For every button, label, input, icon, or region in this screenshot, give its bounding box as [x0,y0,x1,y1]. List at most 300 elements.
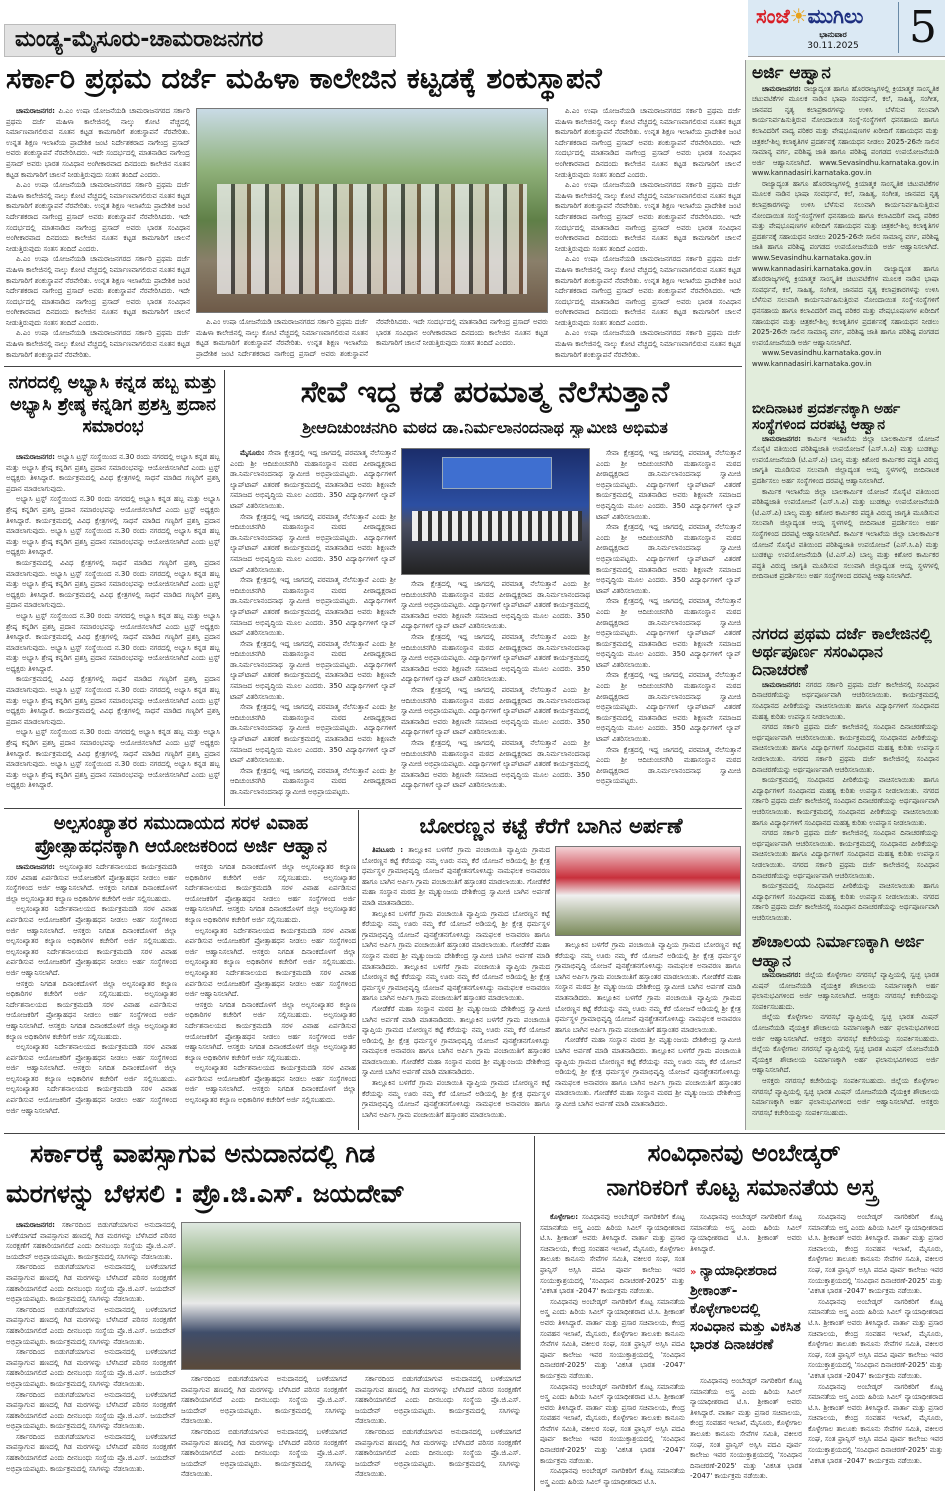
paragraph [808,1212,943,1297]
paragraph [752,179,939,349]
continued-text: ಸರ್ಕಾರದಿಂದ ಬಿಡುಗಡೆಯಾಗುವ ಅನುದಾನದಲ್ಲಿ ಬಳಕೆಯಾಗದೆ ವಾಪಸ್ಸಾಗುವ ಹಣದಲ್ಲಿ ಗಿಡ ಮರಗಳನ್ನು ಬೆಳೆಸಿದರೆ ಪರಿಸರ ಸಂರಕ್ಷಣೆಗೆ ಸಹಕಾರಿಯಾಗಲಿದೆ ಎಂದು ದೀನಬಂಧು ಸಂಸ್ಥೆಯ ಪ್ರೊ.ಜಿ.ಎಸ್. [355,1375,521,1405]
paragraph [6,674,220,727]
continued-text: ಅಲ್ಪಸಂಖ್ಯಾತರ ನಿರ್ದೇಶನಾಲಯದ ಕಾರ್ಯಕ್ರಮದಡಿ ಸರಳ ವಿವಾಹ ಏರ್ಪಡಿಸುವ ಆಯೋಜಕರಿಗೆ ಪ್ರೋತ್ಸಾಹಧನ ನೀಡಲು ಅರ್ಹ ಸಂಸ್ಥೆಗಳಿಂದ ಅರ್ಜಿ ಆಹ್ವಾನಿಸಲಾಗಿದೆ. [6,947,177,977]
continued-text: ಸೇವಾ ಕ್ಷೇತ್ರದಲ್ಲಿ ಇದ್ದ ಜಾಗದಲ್ಲಿ ಪರಮಾತ್ಮ ನೆಲೆಸುತ್ತಾನೆ ಎಂದು ಶ್ರೀ ಆದಿಚುಂಚನಗಿರಿ ಮಹಾಸಂಸ್ಥಾನ ಮಠದ ಪೀಠಾಧ್ಯಕ್ಷರಾದ ಡಾ.ನಿರ್ಮಲಾನಂದನಾಥ ಸ್ವಾಮೀಜಿ ಅಭಿಪ್ರಾಯಪಟ್ಟರು. [596,449,741,489]
continued-text: ಜಯದೇವ್ ಅಭಿಪ್ರಾಯಪಟ್ಟರು. [6,1326,176,1346]
continued-text: ಕಾರ್ಯಕ್ರಮದಲ್ಲಿ ಸಸಿಗಳನ್ನು ನೆಡಲಾಯಿತು. [50,1295,145,1304]
paragraph [6,494,220,558]
paragraph-text: ಜಿಲ್ಲೆಯ ಕೊಳ್ಳೇಗಾಲ ನಗರಸಭೆ ವ್ಯಾಪ್ತಿಯಲ್ಲಿ ಸ್ವಚ್ಛ ಭಾರತ ಮಿಷನ್ ಯೋಜನೆಯಡಿ ವೈಯಕ್ತಿಕ ಶೌಚಾಲಯ ನಿರ್ಮಾಣಕ್ಕಾಗಿ ಅರ್ಹ ಫಲಾನುಭವಿಗಳಿಂದ ಅರ್ಜಿ ಆಹ್ವಾನಿಸಲಾಗಿದೆ. ಆಸಕ್ತರು ನಗರಸಭೆ ಕಚೇರಿಯನ್ನು ಸಂಪರ್ಕಿಸಬಹುದು. [752,971,940,1011]
continued-text: ಕಾರ್ಯಕ್ರಮದಲ್ಲಿ ವಿವಿಧ ಕ್ಷೇತ್ರಗಳಲ್ಲಿ ಸಾಧನೆ ಮಾಡಿದ ಗಣ್ಯರಿಗೆ ಪ್ರಶಸ್ತಿ ಪ್ರದಾನ ಮಾಡಲಾಗುವುದು. [6,675,220,695]
continued-text: ಸಂವಿಧಾನವು ಅಂಬೇಡ್ಕರ್ ನಾಗರಿಕರಿಗೆ ಕೊಟ್ಟ ಸಮಾನತೆಯ ಅಸ್ತ್ರ ಎಂದು ಹಿರಿಯ ಸಿವಿಲ್ ನ್ಯಾಯಾಧೀಶರಾದ ಟಿ.ಸಿ. [808,1213,943,1243]
article-body [6,106,190,362]
continued-text: ಉನ್ನತ ಶಿಕ್ಷಣ ಇಲಾಖೆಯ ಪ್ರಾದೇಶಿಕ ಜಂಟಿ ನಿರ್ದೇಶಕರಾದ ನಾಗೇಂದ್ರ ಪ್ರಸಾದ್ ಅವರು ಶಂಕುಸ್ಥಾಪನೆ ನೆರವೇರಿಸಿದರು. [555,202,741,221]
dateline: ಚಾಮರಾಜನಗರ: [16,107,59,115]
continued-text: ವಿದ್ಯಾರ್ಥಿಗಳಿಗೆ ಲ್ಯಾಪ್‌ಟಾಪ್ ವಿತರಣೆ ಕಾರ್ಯಕ್ರಮದಲ್ಲಿ ಮಾತನಾಡಿದ ಅವರು ಶಿಕ್ಷಣವೇ ಸಮಾಜದ ಅಭಿವೃದ್ಧಿಯ ಮೂಲ ಎಂದರು. [401,601,590,620]
paragraph [6,1390,176,1432]
paragraph [362,1004,550,1078]
continued-text: ಕಾರ್ಯಕ್ರಮದಲ್ಲಿ ಸಸಿಗಳನ್ನು ನೆಡಲಾಯಿತು. [181,1406,347,1426]
article-body [6,1220,176,1488]
paragraph [6,979,177,1043]
continued-text: ಉನ್ನತ ಶಿಕ್ಷಣ ಇಲಾಖೆಯ ಪ್ರಾದೇಶಿಕ ಜಂಟಿ ನಿರ್ದೇಶಕರಾದ ನಾಗೇಂದ್ರ ಪ್ರಸಾದ್ ಅವರು ಶಂಕುಸ್ಥಾಪನೆ ನೆರವೇರಿಸಿದರು. [555,128,741,147]
pull-quote-text: ನ್ಯಾಯಾಧೀಶರಾದ ಶ್ರೀಕಾಂತ್-ಕೊಳ್ಳೇಗಾಲದಲ್ಲಿ ಸಂವಿಧಾನ ಮತ್ತು ವಿಕಸಿತ ಭಾರತ ದಿನಾಚರಣೆ [690,1263,801,1353]
article-body-continued [555,106,741,362]
continued-text: ಜಿಲ್ಲೆಯ ಕೊಳ್ಳೇಗಾಲ ನಗರಸಭೆ ವ್ಯಾಪ್ತಿಯಲ್ಲಿ ಸ್ವಚ್ಛ ಭಾರತ ಮಿಷನ್ ಯೋಜನೆಯಡಿ ವೈಯಕ್ತಿಕ ಶೌಚಾಲಯ ನಿರ್ಮಾಣಕ್ಕಾಗಿ ಅರ್ಹ ಫಲಾನುಭವಿಗಳಿಂದ ಅರ್ಜಿ ಆಹ್ವಾನಿಸಲಾಗಿದೆ. [752,1045,939,1075]
continued-text: ಅಭ್ಯಾಸಿ ಟ್ರಸ್ಟ್ ಸಂಸ್ಥೆಯಿಂದ ನ.30 ರಂದು ನಗರದಲ್ಲಿ ಅಭ್ಯಾಸಿ ಕನ್ನಡ ಹಬ್ಬ ಮತ್ತು ಅಭ್ಯಾಸಿ ಶ್ರೇಷ್ಠ ಕನ್ನಡಿಗ ಪ್ರಶಸ್ತಿ ಪ್ರದಾನ ಸಮಾರಂಭವನ್ನು ಆಯೋಜಿಸಲಾಗಿದೆ ಎಂದು ಟ್ರಸ್ಟ್ ಅಧ್ಯಕ್ಷರು ತಿಳಿಸಿದ್ದಾರೆ. [6,686,220,716]
continued-text: ಜಿಲ್ಲೆಯ ಕೊಳ್ಳೇಗಾಲ ನಗರಸಭೆ ವ್ಯಾಪ್ತಿಯಲ್ಲಿ ಸ್ವಚ್ಛ ಭಾರತ ಮಿಷನ್ ಯೋಜನೆಯಡಿ ವೈಯಕ್ತಿಕ ಶೌಚಾಲಯ ನಿರ್ಮಾಣಕ್ಕಾಗಿ ಅರ್ಹ ಫಲಾನುಭವಿಗಳಿಂದ ಅರ್ಜಿ ಆಹ್ವಾನಿಸಲಾಗಿದೆ. [752,1077,939,1107]
paragraph-text: ಸರ್ಕಾರದಿಂದ ಬಿಡುಗಡೆಯಾಗುವ ಅನುದಾನದಲ್ಲಿ ಬಳಕೆಯಾಗದೆ ವಾಪಸ್ಸಾಗುವ ಹಣದಲ್ಲಿ ಗಿಡ ಮರಗಳನ್ನು ಬೆಳೆಸಿದರೆ ಪರಿಸರ ಸಂರಕ್ಷಣೆಗೆ ಸಹಕಾರಿಯಾಗಲಿದೆ ಎಂದು ದೀನಬಂಧು ಸಂಸ್ಥೆಯ ಪ್ರೊ.ಜಿ.ಎಸ್. ಜಯದೇವ್ ಅಭಿಪ್ರಾಯಪಟ್ಟರು. ಕಾರ್ಯಕ್ರಮದಲ್ಲಿ ಸಸಿಗಳನ್ನು ನೆಡಲಾಯಿತು. [6,1221,176,1261]
continued-text: ಪಿ.ಎಂ ಉಷಾ ಯೋಜನೆಯಡಿ ಚಾಮರಾಜನಗರದ ಸರ್ಕಾರಿ ಪ್ರಥಮ ದರ್ಜೆ ಮಹಿಳಾ ಕಾಲೇಜಿನಲ್ಲಿ ನಾಲ್ಕು ಕೋಟಿ ವೆಚ್ಚದಲ್ಲಿ ನಿರ್ಮಾಣವಾಗಲಿರುವ ನೂತನ ಕಟ್ಟಡ ಕಾಮಗಾರಿಗೆ ಶಂಕುಸ್ಥಾಪನೆ ನೆರವೇರಿತು. [6,329,190,359]
paragraph [555,180,741,254]
sidebar-headline: ಶೌಚಾಲಯ ನಿರ್ಮಾಣಕ್ಕಾಗಿ ಅರ್ಜಿ ಆಹ್ವಾನ [752,932,925,970]
paragraph [752,1076,939,1118]
logo-part-2: ಮುಗಿಲು [807,4,864,28]
continued-text: ಸೇವಾ ಕ್ಷೇತ್ರದಲ್ಲಿ ಇದ್ದ ಜಾಗದಲ್ಲಿ ಪರಮಾತ್ಮ ನೆಲೆಸುತ್ತಾನೆ ಎಂದು ಶ್ರೀ ಆದಿಚುಂಚನಗಿರಿ ಮಹಾಸಂಸ್ಥಾನ ಮಠದ ಪೀಠಾಧ್ಯಕ್ಷರಾದ ಡಾ.ನಿರ್ಮಲಾನಂದನಾಥ ಸ್ವಾಮೀಜಿ ಅಭಿಪ್ರಾಯಪಟ್ಟರು. [401,632,590,663]
paragraph [6,1042,177,1116]
continued-text: ಜಯದೇವ್ ಅಭಿಪ್ರಾಯಪಟ್ಟರು. [6,1369,176,1388]
continued-text: ಇದೇ ಸಂದರ್ಭದಲ್ಲಿ ಮಾತನಾಡಿದ ನಾಗೇಂದ್ರ ಪ್ರಸಾದ್ ಅವರು ಭಾರತ ಸಂವಿಧಾನ ಅಂಗೀಕಾರವಾದ ದಿನದಂದು ಕಾಲೇಜಿನ ನೂತನ ಕಟ್ಟಡ ಕಾಮಗಾರಿಗೆ ಚಾಲನೆ ನೀಡುತ್ತಿರುವುದು ಸಂತಸ ತಂದಿದೆ ಎಂದರು. [555,287,741,327]
paragraph [6,106,190,180]
continued-text: ಆಸಕ್ತರು ನಿಗದಿತ ದಿನಾಂಕದೊಳಗೆ ಜಿಲ್ಲಾ ಅಲ್ಪಸಂಖ್ಯಾತರ ಕಲ್ಯಾಣ ಅಧಿಕಾರಿಗಳ ಕಚೇರಿಗೆ ಅರ್ಜಿ ಸಲ್ಲಿಸಬಹುದು. [185,1085,356,1105]
page-number: 5 [898,2,937,53]
continued-text: ಗೋಡೆಕೆರೆ ಮಹಾ ಸಂಸ್ಥಾನ ಮಠದ ಶ್ರೀ ಮೃತ್ಯುಂಜಯ ದೇಶಿಕೇಂದ್ರ ಸ್ವಾಮೀಜಿ ಬಾಗಿನ ಅರ್ಪಣೆ ಮಾಡಿ ಮಾತನಾಡಿದರು. [555,1036,741,1055]
dateline: ಕೊಳ್ಳೇಗಾಲ: [550,1213,583,1221]
continued-text: ರಾಜ್ಯಾದ್ಯಂತ ಹಾಗೂ ಹೊರರಾಜ್ಯಗಳಲ್ಲಿ ಕ್ರಿಯಾತ್ಮಕ ಸಾಂಸ್ಕೃತಿಕ ಚಟುವಟಿಕೆಗಳ ಮೂಲಕ ನಾಡಿನ ಭಾಷಾ ಸಂವರ್ಧನೆ, ಕಲೆ, ಸಾಹಿತ್ಯ, ಸಂಗೀತ, ಜಾನಪದ ನೃತ್ಯ ಕಲಾಪ್ರಕಾರಗಳನ್ನು ಉಳಿಸಿ ಬೆಳೆಸುವ ಸಲುವಾಗಿ ಕಾರ್ಯನಿರ್ವಹಿಸುತ್ತಿರುವ ನೋಂದಾಯಿತ ಸಂಸ್ಥೆ-ಸಂಸ್ಥೆಗಳಿಗೆ ಧನಸಹಾಯ ಹಾಗೂ ಕಲಾವಿದರಿಗೆ ವಾದ್ಯ ಪರಿಕರ ಮತ್ತು ವೇಷಭೂಷಣಗಳ ಖರೀದಿಗೆ ಸಹಾಯಧನ ಮತ್ತು ಚಿತ್ರಕಲೆ-ಶಿಲ್ಪ ಕಲಾಕೃತಿಗಳ ಪ್ರದರ್ಶನಕ್ಕೆ ಸಹಾಯಧನ ನೀಡಲು 2025-26ನೇ ಸಾಲಿನ ಸಾಮಾನ್ಯ ವರ್ಗ, ಪರಿಶಿಷ್ಟ ಜಾತಿ ಹಾಗೂ ಪರಿಶಿಷ್ಟ ಪಂಗಡದ ಉಪಯೋಜನೆಯಡಿ ಅರ್ಜಿ ಆಹ್ವಾನಿಸಲಾಗಿದೆ. [752,179,939,252]
continued-text: ವಿದ್ಯಾರ್ಥಿಗಳಿಗೆ ಲ್ಯಾಪ್‌ಟಾಪ್ ವಿತರಣೆ ಕಾರ್ಯಕ್ರಮದಲ್ಲಿ ಮಾತನಾಡಿದ ಅವರು ಶಿಕ್ಷಣವೇ ಸಮಾಜದ ಅಭಿವೃದ್ಧಿಯ ಮೂಲ ಎಂದರು. [596,703,741,733]
continued-text: ವಿದ್ಯಾರ್ಥಿಗಳಿಗೆ ಲ್ಯಾಪ್‌ಟಾಪ್ ವಿತರಣೆ ಕಾರ್ಯಕ್ರಮದಲ್ಲಿ ಮಾತನಾಡಿದ ಅವರು ಶಿಕ್ಷಣವೇ ಸಮಾಜದ ಅಭಿವೃದ್ಧಿಯ ಮೂಲ ಎಂದರು. [401,760,590,779]
article-body-continued [690,1376,802,1488]
continued-text: 350 ವಿದ್ಯಾರ್ಥಿಗಳಿಗೆ ಲ್ಯಾಪ್ ಟಾಪ್ ವಿತರಿಸಲಾಯಿತು. [401,611,590,631]
dateline: ಚಾಮರಾಜನಗರ: [762,971,806,980]
continued-text: ಗೋಡೆಕೆರೆ ಮಹಾ ಸಂಸ್ಥಾನ ಮಠದ ಶ್ರೀ ಮೃತ್ಯುಂಜಯ ದೇಶಿಕೇಂದ್ರ ಸ್ವಾಮೀಜಿ ಬಾಗಿನ ಅರ್ಪಣೆ ಮಾಡಿ ಮಾತನಾಡಿದರು. [362,1004,550,1024]
continued-text: ಅಲ್ಪಸಂಖ್ಯಾತರ ನಿರ್ದೇಶನಾಲಯದ ಕಾರ್ಯಕ್ರಮದಡಿ ಸರಳ ವಿವಾಹ ಏರ್ಪಡಿಸುವ ಆಯೋಜಕರಿಗೆ ಪ್ರೋತ್ಸಾಹಧನ ನೀಡಲು ಅರ್ಹ ಸಂಸ್ಥೆಗಳಿಂದ ಅರ್ಜಿ ಆಹ್ವಾನಿಸಲಾಗಿದೆ. [6,1085,177,1115]
continued-text: ವಿದ್ಯಾರ್ಥಿಗಳಿಗೆ ಲ್ಯಾಪ್‌ಟಾಪ್ ವಿತರಣೆ ಕಾರ್ಯಕ್ರಮದಲ್ಲಿ ಮಾತನಾಡಿದ ಅವರು ಶಿಕ್ಷಣವೇ ಸಮಾಜದ ಅಭಿವೃದ್ಧಿಯ ಮೂಲ ಎಂದರು. [230,597,396,627]
continued-text: ಸೇವಾ ಕ್ಷೇತ್ರದಲ್ಲಿ ಇದ್ದ ಜಾಗದಲ್ಲಿ ಪರಮಾತ್ಮ ನೆಲೆಸುತ್ತಾನೆ ಎಂದು ಶ್ರೀ ಆದಿಚುಂಚನಗಿರಿ ಮಹಾಸಂಸ್ಥಾನ ಮಠದ ಪೀಠಾಧ್ಯಕ್ಷರಾದ ಡಾ.ನಿರ್ಮಲಾನಂದನಾಥ ಸ್ವಾಮೀಜಿ ಅಭಿಪ್ರಾಯಪಟ್ಟರು. [401,738,590,769]
continued-text: ಅಲ್ಪಸಂಖ್ಯಾತರ ನಿರ್ದೇಶನಾಲಯದ ಕಾರ್ಯಕ್ರಮದಡಿ ಸರಳ ವಿವಾಹ ಏರ್ಪಡಿಸುವ ಆಯೋಜಕರಿಗೆ ಪ್ರೋತ್ಸಾಹಧನ ನೀಡಲು ಅರ್ಹ ಸಂಸ್ಥೆಗಳಿಂದ ಅರ್ಜಿ ಆಹ್ವಾನಿಸಲಾಗಿದೆ. [185,968,356,999]
article-body-continued [690,1212,802,1258]
continued-text: ನಗರದ ಸರ್ಕಾರಿ ಪ್ರಥಮ ದರ್ಜೆ ಕಾಲೇಜಿನಲ್ಲಿ ಸಂವಿಧಾನ ದಿನಾಚರಣೆಯನ್ನು ಅರ್ಥಪೂರ್ಣವಾಗಿ ಆಚರಿಸಲಾಯಿತು. [752,723,939,742]
divider [534,1136,535,1491]
continued-text: ಆಸಕ್ತರು ನಿಗದಿತ ದಿನಾಂಕದೊಳಗೆ ಜಿಲ್ಲಾ ಅಲ್ಪಸಂಖ್ಯಾತರ ಕಲ್ಯಾಣ ಅಧಿಕಾರಿಗಳ ಕಚೇರಿಗೆ ಅರ್ಜಿ ಸಲ್ಲಿಸಬಹುದು. [6,979,177,999]
paragraph [540,1212,685,1297]
sidebar-body [746,84,945,396]
continued-text: ತಾಲ್ಲೂಕಿನ ಬಳಗೆರೆ ಗ್ರಾಮ ಪಂಚಾಯಿತಿ ವ್ಯಾಪ್ತಿಯ ಗ್ರಾಮದ ಬೋರಣ್ಣನ ಕಟ್ಟೆ ಕೆರೆಯನ್ನು ನಮ್ಮ ಊರು ನಮ್ಮ ಕೆರೆ ಯೋಜನೆ ಅಡಿಯಲ್ಲಿ ಶ್ರೀ ಕ್ಷೇತ್ರ ಧರ್ಮಸ್ಥಳ ಗ್ರಾಮಾಭಿವೃದ್ಧಿ ಯೋಜನೆ ಪುನಶ್ಚೇತನಗೊಳಿಸಿದ್ದು ನಾಮಫಲಕ ಅನಾವರಣ ಹಾಗೂ ಬಾಗಿನ ಅರ್ಪಿಸಿ ಗ್ರಾಮ ಪಂಚಾಯಿತಿಗೆ ಹಸ್ತಾಂತರ ಮಾಡಲಾಯಿತು. [362,1079,550,1119]
continued-text: ಅಭ್ಯಾಸಿ ಟ್ರಸ್ಟ್ ಸಂಸ್ಥೆಯಿಂದ ನ.30 ರಂದು ನಗರದಲ್ಲಿ ಅಭ್ಯಾಸಿ ಕನ್ನಡ ಹಬ್ಬ ಮತ್ತು ಅಭ್ಯಾಸಿ ಶ್ರೇಷ್ಠ ಕನ್ನಡಿಗ ಪ್ರಶಸ್ತಿ ಪ್ರದಾನ ಸಮಾರಂಭವನ್ನು ಆಯೋಜಿಸಲಾಗಿದೆ ಎಂದು ಟ್ರಸ್ಟ್ ಅಧ್ಯಕ್ಷರು ತಿಳಿಸಿದ್ದಾರೆ. [6,728,220,758]
paragraph [6,611,220,675]
paragraph [230,766,396,798]
paragraph [6,328,190,360]
continued-text: ಕಾರ್ಯಕ್ರಮದಲ್ಲಿ ವಿವಿಧ ಕ್ಷೇತ್ರಗಳಲ್ಲಿ ಸಾಧನೆ ಮಾಡಿದ ಗಣ್ಯರಿಗೆ ಪ್ರಶಸ್ತಿ ಪ್ರದಾನ ಮಾಡಲಾಗುವುದು. [6,749,220,769]
continued-text: ಕಾರ್ಯಕ್ರಮದಲ್ಲಿ ಸಂವಿಧಾನದ ಪೀಠಿಕೆಯನ್ನು ವಾಚಿಸಲಾಯಿತು ಹಾಗೂ ವಿದ್ಯಾರ್ಥಿಗಳಿಗೆ ಸಂವಿಧಾನದ ಮಹತ್ವ ಕುರಿತು ಉಪನ್ಯಾಸ ನೀಡಲಾಯಿತು. [752,882,939,901]
continued-text: ಪಿ.ಎಂ ಉಷಾ ಯೋಜನೆಯಡಿ ಚಾಮರಾಜನಗರದ ಸರ್ಕಾರಿ ಪ್ರಥಮ ದರ್ಜೆ ಮಹಿಳಾ ಕಾಲೇಜಿನಲ್ಲಿ ನಾಲ್ಕು ಕೋಟಿ ವೆಚ್ಚದಲ್ಲಿ ನಿರ್ಮಾಣವಾಗಲಿರುವ ನೂತನ ಕಟ್ಟಡ ಕಾಮಗಾರಿಗೆ ಶಂಕುಸ್ಥಾಪನೆ ನೆರವೇರಿತು. [196,318,368,348]
continued-text: ಸೇವಾ ಕ್ಷೇತ್ರದಲ್ಲಿ ಇದ್ದ ಜಾಗದಲ್ಲಿ ಪರಮಾತ್ಮ ನೆಲೆಸುತ್ತಾನೆ ಎಂದು ಶ್ರೀ ಆದಿಚುಂಚನಗಿರಿ ಮಹಾಸಂಸ್ಥಾನ ಮಠದ ಪೀಠಾಧ್ಯಕ್ಷರಾದ ಡಾ.ನಿರ್ಮಲಾನಂದನಾಥ ಸ್ವಾಮೀಜಿ ಅಭಿಪ್ರಾಯಪಟ್ಟರು. [230,766,396,796]
article-body [540,1212,685,1488]
continued-text: ತಾಲ್ಲೂಕಿನ ಬಳಗೆರೆ ಗ್ರಾಮ ಪಂಚಾಯಿತಿ ವ್ಯಾಪ್ತಿಯ ಗ್ರಾಮದ ಬೋರಣ್ಣನ ಕಟ್ಟೆ ಕೆರೆಯನ್ನು ನಮ್ಮ ಊರು ನಮ್ಮ ಕೆರೆ ಯೋಜನೆ ಅಡಿಯಲ್ಲಿ ಶ್ರೀ ಕ್ಷೇತ್ರ ಧರ್ಮಸ್ಥಳ ಗ್ರಾಮಾಭಿವೃದ್ಧಿ ಯೋಜನೆ ಪುನಶ್ಚೇತನಗೊಳಿಸಿದ್ದು ನಾಮಫಲಕ ಅನಾವರಣ ಹಾಗೂ ಬಾಗಿನ ಅರ್ಪಿಸಿ ಗ್ರಾಮ ಪಂಚಾಯಿತಿಗೆ ಹಸ್ತಾಂತರ ಮಾಡಲಾಯಿತು. [555,1046,741,1098]
continued-text: ಉನ್ನತ ಶಿಕ್ಷಣ ಇಲಾಖೆಯ ಪ್ರಾದೇಶಿಕ ಜಂಟಿ ನಿರ್ದೇಶಕರಾದ ನಾಗೇಂದ್ರ ಪ್ರಸಾದ್ ಅವರು ಶಂಕುಸ್ಥಾಪನೆ ನೆರವೇರಿಸಿದರು. [555,276,741,296]
sidebar-headline: ನಗರದ ಪ್ರಥಮ ದರ್ಜೆ ಕಾಲೇಜಿನಲ್ಲಿ ಅರ್ಥಪೂರ್ಣ ಸಸಂವಿಧಾನ ದಿನಾಚರಣೆ [752,623,932,680]
photo-laptop-distribution [401,448,590,575]
continued-text: ಸೇವಾ ಕ್ಷೇತ್ರದಲ್ಲಿ ಇದ್ದ ಜಾಗದಲ್ಲಿ ಪರಮಾತ್ಮ ನೆಲೆಸುತ್ತಾನೆ ಎಂದು ಶ್ರೀ ಆದಿಚುಂಚನಗಿರಿ ಮಹಾಸಂಸ್ಥಾನ ಮಠದ ಪೀಠಾಧ್ಯಕ್ಷರಾದ ಡಾ.ನಿರ್ಮಲಾನಂದನಾಥ ಸ್ವಾಮೀಜಿ ಅಭಿಪ್ರಾಯಪಟ್ಟರು. [596,523,741,563]
dateline: ತಿಪಟೂರು : [372,846,409,854]
continued-text: ಸರ್ಕಾರದಿಂದ ಬಿಡುಗಡೆಯಾಗುವ ಅನುದಾನದಲ್ಲಿ ಬಳಕೆಯಾಗದೆ ವಾಪಸ್ಸಾಗುವ ಹಣದಲ್ಲಿ ಗಿಡ ಮರಗಳನ್ನು ಬೆಳೆಸಿದರೆ ಪರಿಸರ ಸಂರಕ್ಷಣೆಗೆ ಸಹಕಾರಿಯಾಗಲಿದೆ ಎಂದು ದೀನಬಂಧು ಸಂಸ್ಥೆಯ ಪ್ರೊ.ಜಿ.ಎಸ್. [6,1348,176,1378]
sidebar-headline: ಬೀದಿನಾಟಕ ಪ್ರದರ್ಶನಕ್ಕಾಗಿ ಅರ್ಹ ಸಂಸ್ಥೆಗಳಿಂದ ದರಪಟ್ಟಿ ಆಹ್ವಾನ [752,401,901,434]
continued-text: ಶ್ರೀಕಾಂತ್ ಅವರು ತಿಳಿಸಿದ್ದಾರೆ. [690,1234,802,1253]
paragraph [401,632,590,685]
continued-text: ಸರ್ಕಾರದಿಂದ ಬಿಡುಗಡೆಯಾಗುವ ಅನುದಾನದಲ್ಲಿ ಬಳಕೆಯಾಗದೆ ವಾಪಸ್ಸಾಗುವ ಹಣದಲ್ಲಿ ಗಿಡ ಮರಗಳನ್ನು ಬೆಳೆಸಿದರೆ ಪರಿಸರ ಸಂರಕ್ಷಣೆಗೆ ಸಹಕಾರಿಯಾಗಲಿದೆ ಎಂದು ದೀನಬಂಧು ಸಂಸ್ಥೆಯ ಪ್ರೊ.ಜಿ.ಎಸ್. [181,1375,347,1405]
continued-text: ಶ್ರೀಕಾಂತ್ ಅವರು ತಿಳಿಸಿದ್ದಾರೆ. [540,1308,685,1327]
paragraph [596,745,741,787]
continued-text: ಅಭ್ಯಾಸಿ ಟ್ರಸ್ಟ್ ಸಂಸ್ಥೆಯಿಂದ ನ.30 ರಂದು ನಗರದಲ್ಲಿ ಅಭ್ಯಾಸಿ ಕನ್ನಡ ಹಬ್ಬ ಮತ್ತು ಅಭ್ಯಾಸಿ ಶ್ರೇಷ್ಠ ಕನ್ನಡಿಗ ಪ್ರಶಸ್ತಿ ಪ್ರದಾನ ಸಮಾರಂಭವನ್ನು ಆಯೋಜಿಸಲಾಗಿದೆ ಎಂದು ಟ್ರಸ್ಟ್ ಅಧ್ಯಕ್ಷರು ತಿಳಿಸಿದ್ದಾರೆ. [6,643,220,673]
continued-text: ಸೇವಾ ಕ್ಷೇತ್ರದಲ್ಲಿ ಇದ್ದ ಜಾಗದಲ್ಲಿ ಪರಮಾತ್ಮ ನೆಲೆಸುತ್ತಾನೆ ಎಂದು ಶ್ರೀ ಆದಿಚುಂಚನಗಿರಿ ಮಹಾಸಂಸ್ಥಾನ ಮಠದ ಪೀಠಾಧ್ಯಕ್ಷರಾದ ಡಾ.ನಿರ್ಮಲಾನಂದನಾಥ ಸ್ವಾಮೀಜಿ ಅಭಿಪ್ರಾಯಪಟ್ಟರು. [230,703,396,733]
continued-text: ಅಭ್ಯಾಸಿ ಟ್ರಸ್ಟ್ ಸಂಸ್ಥೆಯಿಂದ ನ.30 ರಂದು ನಗರದಲ್ಲಿ ಅಭ್ಯಾಸಿ ಕನ್ನಡ ಹಬ್ಬ ಮತ್ತು ಅಭ್ಯಾಸಿ ಶ್ರೇಷ್ಠ ಕನ್ನಡಿಗ ಪ್ರಶಸ್ತಿ ಪ್ರದಾನ ಸಮಾರಂಭವನ್ನು ಆಯೋಜಿಸಲಾಗಿದೆ ಎಂದು ಟ್ರಸ್ಟ್ ಅಧ್ಯಕ್ಷರು ತಿಳಿಸಿದ್ದಾರೆ. [6,611,220,642]
paragraph [6,862,177,904]
continued-text: ಅಲ್ಪಸಂಖ್ಯಾತರ ನಿರ್ದೇಶನಾಲಯದ ಕಾರ್ಯಕ್ರಮದಡಿ ಸರಳ ವಿವಾಹ ಏರ್ಪಡಿಸುವ ಆಯೋಜಕರಿಗೆ ಪ್ರೋತ್ಸಾಹಧನ ನೀಡಲು ಅರ್ಹ ಸಂಸ್ಥೆಗಳಿಂದ ಅರ್ಜಿ ಆಹ್ವಾನಿಸಲಾಗಿದೆ. [6,1043,177,1073]
continued-text: ಕಾರ್ಯಕ್ರಮದಲ್ಲಿ ವಿವಿಧ ಕ್ಷೇತ್ರಗಳಲ್ಲಿ ಸಾಧನೆ ಮಾಡಿದ ಗಣ್ಯರಿಗೆ ಪ್ರಶಸ್ತಿ ಪ್ರದಾನ ಮಾಡಲಾಗುವುದು. [6,633,220,652]
paragraph [752,680,939,722]
paragraph [555,106,741,180]
paragraph [355,1427,521,1480]
paragraph-text: ಸಂವಿಧಾನವು ಅಂಬೇಡ್ಕರ್ ನಾಗರಿಕರಿಗೆ ಕೊಟ್ಟ ಸಮಾನತೆಯ ಅಸ್ತ್ರ ಎಂದು ಹಿರಿಯ ಸಿವಿಲ್ ನ್ಯಾಯಾಧೀಶರಾದ ಟಿ.ಸಿ. ಶ್ರೀಕಾಂತ್ ಅವರು ತಿಳಿಸಿದ್ದಾರೆ. ವಾರ್ತಾ ಮತ್ತು ಪ್ರಸಾರ ಸಚಿವಾಲಯ, ಕೇಂದ್ರ ಸಂವಹನ ಇಲಾಖೆ, ಮೈಸೂರು, ಕೊಳ್ಳೇಗಾಲ ತಾಲೂಕು ಕಾನೂನು ಸೇವೆಗಳ ಸಮಿತಿ, ವಕೀಲರ ಸಂಘ, ಸಂತ ಫ್ರಾನ್ಸಿಸ್ ಅಸ್ಸಿಸಿ ಪದವಿ ಪೂರ್ವ ಕಾಲೇಜು ಇವರ ಸಂಯುಕ್ತಾಶ್ರಯದಲ್ಲಿ 'ಸಂವಿಧಾನ ದಿನಾಚರಣೆ-2025' ಮತ್ತು 'ವಿಕಸಿತ ಭಾರತ -2047' ಕಾರ್ಯಕ್ರಮ ನಡೆಯಿತು. [540,1213,685,1296]
continued-text: ಸಂವಿಧಾನವು ಅಂಬೇಡ್ಕರ್ ನಾಗರಿಕರಿಗೆ ಕೊಟ್ಟ ಸಮಾನತೆಯ ಅಸ್ತ್ರ ಎಂದು ಹಿರಿಯ ಸಿವಿಲ್ ನ್ಯಾಯಾಧೀಶರಾದ ಟಿ.ಸಿ. [540,1382,685,1402]
continued-text: ಆಸಕ್ತರು ನಿಗದಿತ ದಿನಾಂಕದೊಳಗೆ ಜಿಲ್ಲಾ ಅಲ್ಪಸಂಖ್ಯಾತರ ಕಲ್ಯಾಣ ಅಧಿಕಾರಿಗಳ ಕಚೇರಿಗೆ ಅರ್ಜಿ ಸಲ್ಲಿಸಬಹುದು. [185,947,356,967]
continued-text: ಕಾರ್ಯಕ್ರಮದಲ್ಲಿ ಸಸಿಗಳನ್ನು ನೆಡಲಾಯಿತು. [50,1422,145,1431]
paragraph [6,1432,176,1474]
photo-bagina-event [555,846,741,936]
continued-text: ನಗರದ ಸರ್ಕಾರಿ ಪ್ರಥಮ ದರ್ಜೆ ಕಾಲೇಜಿನಲ್ಲಿ ಸಂವಿಧಾನ ದಿನಾಚರಣೆಯನ್ನು ಅರ್ಥಪೂರ್ಣವಾಗಿ ಆಚರಿಸಲಾಯಿತು. [752,892,939,922]
paragraph [6,452,220,494]
paragraph [596,596,741,670]
dateline: ಮೈಸೂರು: [240,449,269,457]
continued-text: ಸಂವಿಧಾನವು ಅಂಬೇಡ್ಕರ್ ನಾಗರಿಕರಿಗೆ ಕೊಟ್ಟ ಸಮಾನತೆಯ ಅಸ್ತ್ರ ಎಂದು ಹಿರಿಯ ಸಿವಿಲ್ ನ್ಯಾಯಾಧೀಶರಾದ ಟಿ.ಸಿ. [540,1297,685,1317]
continued-text: ಕಾರ್ಯಕ್ರಮದಲ್ಲಿ ಸಸಿಗಳನ್ನು ನೆಡಲಾಯಿತು. [355,1406,521,1426]
paragraph [596,670,741,744]
continued-text: ವಿದ್ಯಾರ್ಥಿಗಳಿಗೆ ಲ್ಯಾಪ್‌ಟಾಪ್ ವಿತರಣೆ ಕಾರ್ಯಕ್ರಮದಲ್ಲಿ ಮಾತನಾಡಿದ ಅವರು ಶಿಕ್ಷಣವೇ ಸಮಾಜದ ಅಭಿವೃದ್ಧಿಯ ಮೂಲ ಎಂದರು. [401,707,590,726]
continued-text: ಕಾರ್ಯಕ್ರಮದಲ್ಲಿ ಸಂವಿಧಾನದ ಪೀಠಿಕೆಯನ್ನು ವಾಚಿಸಲಾಯಿತು ಹಾಗೂ ವಿದ್ಯಾರ್ಥಿಗಳಿಗೆ ಸಂವಿಧಾನದ ಮಹತ್ವ ಕುರಿತು ಉಪನ್ಯಾಸ ನೀಡಲಾಯಿತು. [752,733,939,763]
continued-text: ಅಲ್ಪಸಂಖ್ಯಾತರ ನಿರ್ದೇಶನಾಲಯದ ಕಾರ್ಯಕ್ರಮದಡಿ ಸರಳ ವಿವಾಹ ಏರ್ಪಡಿಸುವ ಆಯೋಜಕರಿಗೆ ಪ್ರೋತ್ಸಾಹಧನ ನೀಡಲು ಅರ್ಹ ಸಂಸ್ಥೆಗಳಿಂದ ಅರ್ಜಿ ಆಹ್ವಾನಿಸಲಾಗಿದೆ. [185,1064,356,1094]
article-body-continued [555,940,741,1128]
paragraph [752,84,939,179]
continued-text: ವಾರ್ತಾ ಮತ್ತು ಪ್ರಸಾರ ಸಚಿವಾಲಯ, ಕೇಂದ್ರ ಸಂವಹನ ಇಲಾಖೆ, ಮೈಸೂರು, ಕೊಳ್ಳೇಗಾಲ ತಾಲೂಕು ಕಾನೂನು ಸೇವೆಗಳ ಸಮಿತಿ, ವಕೀಲರ ಸಂಘ, ಸಂತ ಫ್ರಾನ್ಸಿಸ್ ಅಸ್ಸಿಸಿ ಪದವಿ ಪೂರ್ವ ಕಾಲೇಜು ಇವರ ಸಂಯುಕ್ತಾಶ್ರಯದಲ್ಲಿ 'ಸಂವಿಧಾನ ದಿನಾಚರಣೆ-2025' ಮತ್ತು 'ವಿಕಸಿತ ಭಾರತ -2047' ಕಾರ್ಯಕ್ರಮ ನಡೆಯಿತು. [540,1318,685,1380]
headline-college-foundation: ಸರ್ಕಾರಿ ಪ್ರಥಮ ದರ್ಜೆ ಮಹಿಳಾ ಕಾಲೇಜಿನ ಕಟ್ಟಡಕ್ಕೆ ಶಂಕುಸ್ಥಾಪನೆ [6,61,602,95]
continued-text: ಇದೇ ಸಂದರ್ಭದಲ್ಲಿ ಮಾತನಾಡಿದ ನಾಗೇಂದ್ರ ಪ್ರಸಾದ್ ಅವರು ಭಾರತ ಸಂವಿಧಾನ ಅಂಗೀಕಾರವಾದ ದಿನದಂದು ಕಾಲೇಜಿನ ನೂತನ ಕಟ್ಟಡ ಕಾಮಗಾರಿಗೆ ಚಾಲನೆ ನೀಡುತ್ತಿರುವುದು ಸಂತಸ ತಂದಿದೆ ಎಂದರು. [6,287,190,327]
paragraph [6,254,190,328]
continued-text: ಸಂವಿಧಾನವು ಅಂಬೇಡ್ಕರ್ ನಾಗರಿಕರಿಗೆ ಕೊಟ್ಟ ಸಮಾನತೆಯ ಅಸ್ತ್ರ ಎಂದು ಹಿರಿಯ ಸಿವಿಲ್ ನ್ಯಾಯಾಧೀಶರಾದ ಟಿ.ಸಿ. [690,1377,802,1407]
paragraph [6,904,177,978]
paragraph [181,1427,347,1480]
sidebar-body [746,970,945,1126]
continued-text: ಸರ್ಕಾರದಿಂದ ಬಿಡುಗಡೆಯಾಗುವ ಅನುದಾನದಲ್ಲಿ ಬಳಕೆಯಾಗದೆ ವಾಪಸ್ಸಾಗುವ ಹಣದಲ್ಲಿ ಗಿಡ ಮರಗಳನ್ನು ಬೆಳೆಸಿದರೆ ಪರಿಸರ ಸಂರಕ್ಷಣೆಗೆ ಸಹಕಾರಿಯಾಗಲಿದೆ ಎಂದು ದೀನಬಂಧು ಸಂಸ್ಥೆಯ ಪ್ರೊ.ಜಿ.ಎಸ್. [6,1263,176,1293]
paragraph [230,639,396,703]
paragraph [555,328,741,360]
pull-quote [690,1262,802,1372]
continued-text: 350 ವಿದ್ಯಾರ್ಥಿಗಳಿಗೆ ಲ್ಯಾಪ್ ಟಾಪ್ ವಿತರಿಸಲಾಯಿತು. [230,618,396,638]
continued-text: ಆಸಕ್ತರು ನಿಗದಿತ ದಿನಾಂಕದೊಳಗೆ ಜಿಲ್ಲಾ ಅಲ್ಪಸಂಖ್ಯಾತರ ಕಲ್ಯಾಣ ಅಧಿಕಾರಿಗಳ ಕಚೇರಿಗೆ ಅರ್ಜಿ ಸಲ್ಲಿಸಬಹುದು. [6,1064,178,1083]
divider [4,366,742,367]
continued-text: ಜಯದೇವ್ ಅಭಿಪ್ರಾಯಪಟ್ಟರು. [6,1411,176,1431]
continued-text: ಆಸಕ್ತರು ನಿಗದಿತ ದಿನಾಂಕದೊಳಗೆ ಜಿಲ್ಲಾ ಅಲ್ಪಸಂಖ್ಯಾತರ ಕಲ್ಯಾಣ ಅಧಿಕಾರಿಗಳ ಕಚೇರಿಗೆ ಅರ್ಜಿ ಸಲ್ಲಿಸಬಹುದು. [185,1000,356,1020]
continued-text: ಕಾರ್ಯಕ್ರಮದಲ್ಲಿ ಸಸಿಗಳನ್ನು ನೆಡಲಾಯಿತು. [50,1464,145,1473]
continued-text: ಸಂವಿಧಾನವು ಅಂಬೇಡ್ಕರ್ ನಾಗರಿಕರಿಗೆ ಕೊಟ್ಟ ಸಮಾನತೆಯ ಅಸ್ತ್ರ ಎಂದು ಹಿರಿಯ ಸಿವಿಲ್ ನ್ಯಾಯಾಧೀಶರಾದ ಟಿ.ಸಿ. [690,1213,802,1243]
paragraph [362,845,550,909]
continued-text: ಶ್ರೀಕಾಂತ್ ಅವರು ತಿಳಿಸಿದ್ದಾರೆ. [690,1398,802,1417]
sidebar-headline: ಅರ್ಜಿ ಆಹ್ವಾನ [752,63,831,83]
paragraph-text: ಅಭ್ಯಾಸಿ ಟ್ರಸ್ಟ್ ಸಂಸ್ಥೆಯಿಂದ ನ.30 ರಂದು ನಗರದಲ್ಲಿ ಅಭ್ಯಾಸಿ ಕನ್ನಡ ಹಬ್ಬ ಮತ್ತು ಅಭ್ಯಾಸಿ ಶ್ರೇಷ್ಠ ಕನ್ನಡಿಗ ಪ್ರಶಸ್ತಿ ಪ್ರದಾನ ಸಮಾರಂಭವನ್ನು ಆಯೋಜಿಸಲಾಗಿದೆ ಎಂದು ಟ್ರಸ್ಟ್ ಅಧ್ಯಕ್ಷರು ತಿಳಿಸಿದ್ದಾರೆ. ಕಾರ್ಯಕ್ರಮದಲ್ಲಿ ವಿವಿಧ ಕ್ಷೇತ್ರಗಳಲ್ಲಿ ಸಾಧನೆ ಮಾಡಿದ ಗಣ್ಯರಿಗೆ ಪ್ರಶಸ್ತಿ ಪ್ರದಾನ ಮಾಡಲಾಗುವುದು. [6,453,220,493]
continued-text: ಸೇವಾ ಕ್ಷೇತ್ರದಲ್ಲಿ ಇದ್ದ ಜಾಗದಲ್ಲಿ ಪರಮಾತ್ಮ ನೆಲೆಸುತ್ತಾನೆ ಎಂದು ಶ್ರೀ ಆದಿಚುಂಚನಗಿರಿ ಮಹಾಸಂಸ್ಥಾನ ಮಠದ ಪೀಠಾಧ್ಯಕ್ಷರಾದ ಡಾ.ನಿರ್ಮಲಾನಂದನಾಥ ಸ್ವಾಮೀಜಿ ಅಭಿಪ್ರಾಯಪಟ್ಟರು. [596,671,741,712]
paragraph [362,909,550,1004]
headline-kannada-habba: ನಗರದಲ್ಲಿ ಅಭ್ಯಾಸಿ ಕನ್ನಡ ಹಬ್ಬ ಮತ್ತು ಅಭ್ಯಾಸಿ ಶ್ರೇಷ್ಠ ಕನ್ನಡಿಗ ಪ್ರಶಸ್ತಿ ಪ್ರದಾನ ಸಮಾರಂಭ [8,373,218,437]
continued-text: ನಗರದ ಸರ್ಕಾರಿ ಪ್ರಥಮ ದರ್ಜೆ ಕಾಲೇಜಿನಲ್ಲಿ ಸಂವಿಧಾನ ದಿನಾಚರಣೆಯನ್ನು ಅರ್ಥಪೂರ್ಣವಾಗಿ ಆಚರಿಸಲಾಯಿತು. [752,786,939,816]
divider [4,808,742,809]
logo-part-1: ಸಂಜೆ [756,4,790,28]
continued-text: ಶ್ರೀಕಾಂತ್ ಅವರು ತಿಳಿಸಿದ್ದಾರೆ. [823,1234,893,1243]
dateline: ಚಾಮರಾಜನಗರ: [762,680,806,689]
continued-text: ಪಿ.ಎಂ ಉಷಾ ಯೋಜನೆಯಡಿ ಚಾಮರಾಜನಗರದ ಸರ್ಕಾರಿ ಪ್ರಥಮ ದರ್ಜೆ ಮಹಿಳಾ ಕಾಲೇಜಿನಲ್ಲಿ ನಾಲ್ಕು ಕೋಟಿ ವೆಚ್ಚದಲ್ಲಿ ನಿರ್ಮಾಣವಾಗಲಿರುವ ನೂತನ ಕಟ್ಟಡ ಕಾಮಗಾರಿಗೆ ಶಂಕುಸ್ಥಾಪನೆ ನೆರವೇರಿತು. [555,329,741,359]
dateline: ಚಾಮರಾಜನಗರ: [762,434,808,443]
paragraph [752,970,939,1012]
continued-text: ಸಂವಿಧಾನವು ಅಂಬೇಡ್ಕರ್ ನಾಗರಿಕರಿಗೆ ಕೊಟ್ಟ ಸಮಾನತೆಯ ಅಸ್ತ್ರ ಎಂದು ಹಿರಿಯ ಸಿವಿಲ್ ನ್ಯಾಯಾಧೀಶರಾದ ಟಿ.ಸಿ. [540,1467,685,1486]
continued-text: ಆಸಕ್ತರು ನಗರಸಭೆ ಕಚೇರಿಯನ್ನು ಸಂಪರ್ಕಿಸಬಹುದು. [762,1077,891,1086]
paragraph [752,775,939,828]
continued-text: ಸರ್ಕಾರದಿಂದ ಬಿಡುಗಡೆಯಾಗುವ ಅನುದಾನದಲ್ಲಿ ಬಳಕೆಯಾಗದೆ ವಾಪಸ್ಸಾಗುವ ಹಣದಲ್ಲಿ ಗಿಡ ಮರಗಳನ್ನು ಬೆಳೆಸಿದರೆ ಪರಿಸರ ಸಂರಕ್ಷಣೆಗೆ ಸಹಕಾರಿಯಾಗಲಿದೆ ಎಂದು ದೀನಬಂಧು ಸಂಸ್ಥೆಯ ಪ್ರೊ.ಜಿ.ಎಸ್. [355,1427,521,1458]
continued-text: ಜಿಲ್ಲೆಯ ಕೊಳ್ಳೇಗಾಲ ನಗರಸಭೆ ವ್ಯಾಪ್ತಿಯಲ್ಲಿ ಸ್ವಚ್ಛ ಭಾರತ ಮಿಷನ್ ಯೋಜನೆಯಡಿ ವೈಯಕ್ತಿಕ ಶೌಚಾಲಯ ನಿರ್ಮಾಣಕ್ಕಾಗಿ ಅರ್ಹ ಫಲಾನುಭವಿಗಳಿಂದ ಅರ್ಜಿ ಆಹ್ವಾನಿಸಲಾಗಿದೆ. [752,1013,939,1043]
continued-text: ವಿದ್ಯಾರ್ಥಿಗಳಿಗೆ ಲ್ಯಾಪ್‌ಟಾಪ್ ವಿತರಣೆ ಕಾರ್ಯಕ್ರಮದಲ್ಲಿ ಮಾತನಾಡಿದ ಅವರು ಶಿಕ್ಷಣವೇ ಸಮಾಜದ ಅಭಿವೃದ್ಧಿಯ ಮೂಲ ಎಂದರು. [401,654,590,673]
continued-text: 350 ವಿದ್ಯಾರ್ಥಿಗಳಿಗೆ ಲ್ಯಾಪ್ ಟಾಪ್ ವಿತರಿಸಲಾಯಿತು. [596,576,741,595]
continued-text: ಅಲ್ಪಸಂಖ್ಯಾತರ ನಿರ್ದೇಶನಾಲಯದ ಕಾರ್ಯಕ್ರಮದಡಿ ಸರಳ ವಿವಾಹ ಏರ್ಪಡಿಸುವ ಆಯೋಜಕರಿಗೆ ಪ್ರೋತ್ಸಾಹಧನ ನೀಡಲು ಅರ್ಹ ಸಂಸ್ಥೆಗಳಿಂದ ಅರ್ಜಿ ಆಹ್ವಾನಿಸಲಾಗಿದೆ. [185,926,356,956]
dateline: ಚಾಮರಾಜನಗರ: [762,84,804,93]
subheadline-swamiji: ಶ್ರೀಆದಿಚುಂಚನಗಿರಿ ಮಠದ ಡಾ.ನಿರ್ಮಲಾನಂದನಾಥ ಸ್ವಾಮೀಜಿ ಅಭಿಮತ [302,418,668,437]
continued-text: ತಾಲ್ಲೂಕಿನ ಬಳಗೆರೆ ಗ್ರಾಮ ಪಂಚಾಯಿತಿ ವ್ಯಾಪ್ತಿಯ ಗ್ರಾಮದ ಬೋರಣ್ಣನ ಕಟ್ಟೆ ಕೆರೆಯನ್ನು ನಮ್ಮ ಊರು ನಮ್ಮ ಕೆರೆ ಯೋಜನೆ ಅಡಿಯಲ್ಲಿ ಶ್ರೀ ಕ್ಷೇತ್ರ ಧರ್ಮಸ್ಥಳ ಗ್ರಾಮಾಭಿವೃದ್ಧಿ ಯೋಜನೆ ಪುನಶ್ಚೇತನಗೊಳಿಸಿದ್ದು ನಾಮಫಲಕ ಅನಾವರಣ ಹಾಗೂ ಬಾಗಿನ ಅರ್ಪಿಸಿ ಗ್ರಾಮ ಪಂಚಾಯಿತಿಗೆ ಹಸ್ತಾಂತರ ಮಾಡಲಾಯಿತು. [362,909,550,950]
continued-text: ಉನ್ನತ ಶಿಕ್ಷಣ ಇಲಾಖೆಯ ಪ್ರಾದೇಶಿಕ ಜಂಟಿ ನಿರ್ದೇಶಕರಾದ ನಾಗೇಂದ್ರ ಪ್ರಸಾದ್ ಅವರು ಶಂಕುಸ್ಥಾಪನೆ ನೆರವೇರಿಸಿದರು. [6,202,190,221]
continued-text: ಕಾರ್ಯಕ್ರಮದಲ್ಲಿ ಸಂವಿಧಾನದ ಪೀಠಿಕೆಯನ್ನು ವಾಚಿಸಲಾಯಿತು ಹಾಗೂ ವಿದ್ಯಾರ್ಥಿಗಳಿಗೆ ಸಂವಿಧಾನದ ಮಹತ್ವ ಕುರಿತು ಉಪನ್ಯಾಸ ನೀಡಲಾಯಿತು. [752,776,939,795]
paragraph [540,1297,685,1382]
continued-text: ಅಲ್ಪಸಂಖ್ಯಾತರ ನಿರ್ದೇಶನಾಲಯದ ಕಾರ್ಯಕ್ರಮದಡಿ ಸರಳ ವಿವಾಹ ಏರ್ಪಡಿಸುವ ಆಯೋಜಕರಿಗೆ ಪ್ರೋತ್ಸಾಹಧನ ನೀಡಲು ಅರ್ಹ ಸಂಸ್ಥೆಗಳಿಂದ ಅರ್ಜಿ ಆಹ್ವಾನಿಸಲಾಗಿದೆ. [6,990,177,1030]
continued-text: ಆಸಕ್ತರು ನಿಗದಿತ ದಿನಾಂಕದೊಳಗೆ ಜಿಲ್ಲಾ ಅಲ್ಪಸಂಖ್ಯಾತರ ಕಲ್ಯಾಣ ಅಧಿಕಾರಿಗಳ ಕಚೇರಿಗೆ ಅರ್ಜಿ ಸಲ್ಲಿಸಬಹುದು. [6,1021,177,1041]
continued-text: ಸರ್ಕಾರದಿಂದ ಬಿಡುಗಡೆಯಾಗುವ ಅನುದಾನದಲ್ಲಿ ಬಳಕೆಯಾಗದೆ ವಾಪಸ್ಸಾಗುವ ಹಣದಲ್ಲಿ ಗಿಡ ಮರಗಳನ್ನು ಬೆಳೆಸಿದರೆ ಪರಿಸರ ಸಂರಕ್ಷಣೆಗೆ ಸಹಕಾರಿಯಾಗಲಿದೆ ಎಂದು ದೀನಬಂಧು ಸಂಸ್ಥೆಯ ಪ್ರೊ.ಜಿ.ಎಸ್. [6,1432,176,1463]
continued-text: 350 ವಿದ್ಯಾರ್ಥಿಗಳಿಗೆ ಲ್ಯಾಪ್ ಟಾಪ್ ವಿತರಿಸಲಾಯಿತು. [596,724,741,744]
paragraph [401,685,590,738]
continued-text: 350 ವಿದ್ಯಾರ್ಥಿಗಳಿಗೆ ಲ್ಯಾಪ್ ಟಾಪ್ ವಿತರಿಸಲಾಯಿತು. [401,717,590,737]
paragraph [185,862,356,926]
continued-text: ವಿದ್ಯಾರ್ಥಿಗಳಿಗೆ ಲ್ಯಾಪ್‌ಟಾಪ್ ವಿತರಣೆ ಕಾರ್ಯಕ್ರಮದಲ್ಲಿ ಮಾತನಾಡಿದ ಅವರು ಶಿಕ್ಷಣವೇ ಸಮಾಜದ ಅಭಿವೃದ್ಧಿಯ ಮೂಲ ಎಂದರು. [230,660,396,691]
paragraph [540,1466,685,1487]
continued-text: ಪಿ.ಎಂ ಉಷಾ ಯೋಜನೆಯಡಿ ಚಾಮರಾಜನಗರದ ಸರ್ಕಾರಿ ಪ್ರಥಮ ದರ್ಜೆ ಮಹಿಳಾ ಕಾಲೇಜಿನಲ್ಲಿ ನಾಲ್ಕು ಕೋಟಿ ವೆಚ್ಚದಲ್ಲಿ ನಿರ್ಮಾಣವಾಗಲಿರುವ ನೂತನ ಕಟ್ಟಡ ಕಾಮಗಾರಿಗೆ ಶಂಕುಸ್ಥಾಪನೆ ನೆರವೇರಿತು. [6,181,190,211]
paragraph [6,1305,176,1347]
paragraph-text: ತಾಲ್ಲೂಕಿನ ಬಳಗೆರೆ ಗ್ರಾಮ ಪಂಚಾಯಿತಿ ವ್ಯಾಪ್ತಿಯ ಗ್ರಾಮದ ಬೋರಣ್ಣನ ಕಟ್ಟೆ ಕೆರೆಯನ್ನು ನಮ್ಮ ಊರು ನಮ್ಮ ಕೆರೆ ಯೋಜನೆ ಅಡಿಯಲ್ಲಿ ಶ್ರೀ ಕ್ಷೇತ್ರ ಧರ್ಮಸ್ಥಳ ಗ್ರಾಮಾಭಿವೃದ್ಧಿ ಯೋಜನೆ ಪುನಶ್ಚೇತನಗೊಳಿಸಿದ್ದು ನಾಮಫಲಕ ಅನಾವರಣ ಹಾಗೂ ಬಾಗಿನ ಅರ್ಪಿಸಿ ಗ್ರಾಮ ಪಂಚಾಯಿತಿಗೆ ಹಸ್ತಾಂತರ ಮಾಡಲಾಯಿತು. ಗೋಡೆಕೆರೆ ಮಹಾ ಸಂಸ್ಥಾನ ಮಠದ ಶ್ರೀ ಮೃತ್ಯುಂಜಯ ದೇಶಿಕೇಂದ್ರ ಸ್ವಾಮೀಜಿ ಬಾಗಿನ ಅರ್ಪಣೆ ಮಾಡಿ ಮಾತನಾಡಿದರು. [362,846,550,907]
paragraph-text: ಅಲ್ಪಸಂಖ್ಯಾತರ ನಿರ್ದೇಶನಾಲಯದ ಕಾರ್ಯಕ್ರಮದಡಿ ಸರಳ ವಿವಾಹ ಏರ್ಪಡಿಸುವ ಆಯೋಜಕರಿಗೆ ಪ್ರೋತ್ಸಾಹಧನ ನೀಡಲು ಅರ್ಹ ಸಂಸ್ಥೆಗಳಿಂದ ಅರ್ಜಿ ಆಹ್ವಾನಿಸಲಾಗಿದೆ. ಆಸಕ್ತರು ನಿಗದಿತ ದಿನಾಂಕದೊಳಗೆ ಜಿಲ್ಲಾ ಅಲ್ಪಸಂಖ್ಯಾತರ ಕಲ್ಯಾಣ ಅಧಿಕಾರಿಗಳ ಕಚೇರಿಗೆ ಅರ್ಜಿ ಸಲ್ಲಿಸಬಹುದು. [6,863,177,903]
paragraph [752,722,939,775]
continued-text: ವಿದ್ಯಾರ್ಥಿಗಳಿಗೆ ಲ್ಯಾಪ್‌ಟಾಪ್ ವಿತರಣೆ ಕಾರ್ಯಕ್ರಮದಲ್ಲಿ ಮಾತನಾಡಿದ ಅವರು ಶಿಕ್ಷಣವೇ ಸಮಾಜದ ಅಭಿವೃದ್ಧಿಯ ಮೂಲ ಎಂದರು. [596,554,741,585]
continued-text: ಕಾರ್ಯಕ್ರಮದಲ್ಲಿ ವಿವಿಧ ಕ್ಷೇತ್ರಗಳಲ್ಲಿ ಸಾಧನೆ ಮಾಡಿದ ಗಣ್ಯರಿಗೆ ಪ್ರಶಸ್ತಿ ಪ್ರದಾನ ಮಾಡಲಾಗುವುದು. [6,707,220,726]
paragraph-text: ರಾಜ್ಯಾದ್ಯಂತ ಹಾಗೂ ಹೊರರಾಜ್ಯಗಳಲ್ಲಿ ಕ್ರಿಯಾತ್ಮಕ ಸಾಂಸ್ಕೃತಿಕ ಚಟುವಟಿಕೆಗಳ ಮೂಲಕ ನಾಡಿನ ಭಾಷಾ ಸಂವರ್ಧನೆ, ಕಲೆ, ಸಾಹಿತ್ಯ, ಸಂಗೀತ, ಜಾನಪದ ನೃತ್ಯ ಕಲಾಪ್ರಕಾರಗಳನ್ನು ಉಳಿಸಿ ಬೆಳೆಸುವ ಸಲುವಾಗಿ ಕಾರ್ಯನಿರ್ವಹಿಸುತ್ತಿರುವ ನೋಂದಾಯಿತ ಸಂಸ್ಥೆ-ಸಂಸ್ಥೆಗಳಿಗೆ ಧನಸಹಾಯ ಹಾಗೂ ಕಲಾವಿದರಿಗೆ ವಾದ್ಯ ಪರಿಕರ ಮತ್ತು ವೇಷಭೂಷಣಗಳ ಖರೀದಿಗೆ ಸಹಾಯಧನ ಮತ್ತು ಚಿತ್ರಕಲೆ-ಶಿಲ್ಪ ಕಲಾಕೃತಿಗಳ ಪ್ರದರ್ಶನಕ್ಕೆ ಸಹಾಯಧನ ನೀಡಲು 2025-26ನೇ ಸಾಲಿನ ಸಾಮಾನ್ಯ ವರ್ಗ, ಪರಿಶಿಷ್ಟ ಜಾತಿ ಹಾಗೂ ಪರಿಶಿಷ್ಟ ಪಂಗಡದ ಉಪಯೋಜನೆಯಡಿ ಅರ್ಜಿ ಆಹ್ವಾನಿಸಲಾಗಿದೆ. www.Sevasindhu.karnataka.gov.in www.kannadasiri.karnataka.gov.in [752,84,940,178]
paragraph [6,1262,176,1304]
continued-text: ಪಿ.ಎಂ ಉಷಾ ಯೋಜನೆಯಡಿ ಚಾಮರಾಜನಗರದ ಸರ್ಕಾರಿ ಪ್ರಥಮ ದರ್ಜೆ ಮಹಿಳಾ ಕಾಲೇಜಿನಲ್ಲಿ ನಾಲ್ಕು ಕೋಟಿ ವೆಚ್ಚದಲ್ಲಿ ನಿರ್ಮಾಣವಾಗಲಿರುವ ನೂತನ ಕಟ್ಟಡ ಕಾಮಗಾರಿಗೆ ಶಂಕುಸ್ಥಾಪನೆ ನೆರವೇರಿತು. [555,255,741,285]
paragraph [555,940,741,1035]
continued-text: ಶ್ರೀಕಾಂತ್ ಅವರು ತಿಳಿಸಿದ್ದಾರೆ. [540,1393,685,1412]
paragraph [540,1382,685,1467]
continued-text: ಕಾರ್ಯಕ್ರಮದಲ್ಲಿ ಸಸಿಗಳನ್ನು ನೆಡಲಾಯಿತು. [50,1337,145,1346]
paragraph [6,1220,176,1262]
section-title: ಮಂಡ್ಯ-ಮೈಸೂರು-ಚಾಮರಾಜನಗರ [4,24,396,57]
paragraph [752,1012,939,1076]
headline-seve: ಸೇವೆ ಇದ್ದ ಕಡೆ ಪರಮಾತ್ಮ ನೆಲೆಸುತ್ತಾನೆ [300,375,670,410]
continued-text: ಗೋಡೆಕೆರೆ ಮಹಾ ಸಂಸ್ಥಾನ ಮಠದ ಶ್ರೀ ಮೃತ್ಯುಂಜಯ ದೇಶಿಕೇಂದ್ರ ಸ್ವಾಮೀಜಿ ಬಾಗಿನ ಅರ್ಪಣೆ ಮಾಡಿ ಮಾತನಾಡಿದರು. [362,1057,550,1077]
headline-constitution-line1: ಸಂವಿಧಾನವು ಅಂಬೇಡ್ಕರ್ [647,1139,841,1167]
continued-text: ಸೇವಾ ಕ್ಷೇತ್ರದಲ್ಲಿ ಇದ್ದ ಜಾಗದಲ್ಲಿ ಪರಮಾತ್ಮ ನೆಲೆಸುತ್ತಾನೆ ಎಂದು ಶ್ರೀ ಆದಿಚುಂಚನಗಿರಿ ಮಹಾಸಂಸ್ಥಾನ ಮಠದ ಪೀಠಾಧ್ಯಕ್ಷರಾದ ಡಾ.ನಿರ್ಮಲಾನಂದನಾಥ ಸ್ವಾಮೀಜಿ ಅಭಿಪ್ರಾಯಪಟ್ಟರು. [401,685,590,716]
continued-text: ಪಿ.ಎಂ ಉಷಾ ಯೋಜನೆಯಡಿ ಚಾಮರಾಜನಗರದ ಸರ್ಕಾರಿ ಪ್ರಥಮ ದರ್ಜೆ ಮಹಿಳಾ ಕಾಲೇಜಿನಲ್ಲಿ ನಾಲ್ಕು ಕೋಟಿ ವೆಚ್ಚದಲ್ಲಿ ನಿರ್ಮಾಣವಾಗಲಿರುವ ನೂತನ ಕಟ್ಟಡ ಕಾಮಗಾರಿಗೆ ಶಂಕುಸ್ಥಾಪನೆ ನೆರವೇರಿತು. [555,181,741,211]
paragraph [752,434,939,487]
headline-trees-line2: ಮರಗಳನ್ನು ಬೆಳಸಲಿ : ಪ್ರೊ.ಜಿ.ಎಸ್. ಜಯದೇವ್ [6,1179,405,1208]
continued-text: ಆಸಕ್ತರು ನಗರಸಭೆ ಕಚೇರಿಯನ್ನು ಸಂಪರ್ಕಿಸಬಹುದು. [814,1034,940,1043]
article-body [362,845,550,1128]
continued-text: ವಾರ್ತಾ ಮತ್ತು ಪ್ರಸಾರ ಸಚಿವಾಲಯ, ಕೇಂದ್ರ ಸಂವಹನ ಇಲಾಖೆ, ಮೈಸೂರು, ಕೊಳ್ಳೇಗಾಲ ತಾಲೂಕು ಕಾನೂನು ಸೇವೆಗಳ ಸಮಿತಿ, ವಕೀಲರ ಸಂಘ, ಸಂತ ಫ್ರಾನ್ಸಿಸ್ ಅಸ್ಸಿಸಿ ಪದವಿ ಪೂರ್ವ ಕಾಲೇಜು ಇವರ ಸಂಯುಕ್ತಾಶ್ರಯದಲ್ಲಿ 'ಸಂವಿಧಾನ ದಿನಾಚರಣೆ-2025' ಮತ್ತು 'ವಿಕಸಿತ ಭಾರತ -2047' ಕಾರ್ಯಕ್ರಮ ನಡೆಯಿತು. [808,1318,943,1380]
paragraph [752,881,939,923]
paragraph-text: ಕಾರ್ಮಿಕ ಇಲಾಖೆಯ ಜಿಲ್ಲಾ ಬಾಲಕಾರ್ಮಿಕ ಯೋಜನೆ ಸೊಸೈಟಿ ವತಿಯಿಂದ ಪರಿಶಿಷ್ಟಜಾತಿ ಉಪಯೋಜನೆ (ಎಸ್.ಸಿ.ಪಿ) ಮತ್ತು ಬುಡಕಟ್ಟು ಉಪಯೋಜನೆಯಡಿ (ಟಿ.ಎಸ್.ಪಿ) ಬಾಲ್ಯ ಮತ್ತು ಕಿಶೋರ ಕಾರ್ಮಿಕರ ಪದ್ಧತಿ ವಿರುದ್ಧ ಜಾಗೃತಿ ಮೂಡಿಸುವ ಸಲುವಾಗಿ ಜಿಲ್ಲಾದ್ಯಂತ ಆಯ್ದ ಸ್ಥಳಗಳಲ್ಲಿ ಬೀದಿನಾಟಕ ಪ್ರದರ್ಶಿಸಲು ಅರ್ಹ ಸಂಸ್ಥೆಗಳಿಂದ ದರಪಟ್ಟಿ ಆಹ್ವಾನಿಸಲಾಗಿದೆ. [752,434,939,485]
paragraph-text: ಪಿ.ಎಂ ಉಷಾ ಯೋಜನೆಯಡಿ ಚಾಮರಾಜನಗರದ ಸರ್ಕಾರಿ ಪ್ರಥಮ ದರ್ಜೆ ಮಹಿಳಾ ಕಾಲೇಜಿನಲ್ಲಿ ನಾಲ್ಕು ಕೋಟಿ ವೆಚ್ಚದಲ್ಲಿ ನಿರ್ಮಾಣವಾಗಲಿರುವ ನೂತನ ಕಟ್ಟಡ ಕಾಮಗಾರಿಗೆ ಶಂಕುಸ್ಥಾಪನೆ ನೆರವೇರಿತು. ಉನ್ನತ ಶಿಕ್ಷಣ ಇಲಾಖೆಯ ಪ್ರಾದೇಶಿಕ ಜಂಟಿ ನಿರ್ದೇಶಕರಾದ ನಾಗೇಂದ್ರ ಪ್ರಸಾದ್ ಅವರು ಶಂಕುಸ್ಥಾಪನೆ ನೆರವೇರಿಸಿದರು. ಇದೇ ಸಂದರ್ಭದಲ್ಲಿ ಮಾತನಾಡಿದ ನಾಗೇಂದ್ರ ಪ್ರಸಾದ್ ಅವರು ಭಾರತ ಸಂವಿಧಾನ ಅಂಗೀಕಾರವಾದ ದಿನದಂದು ಕಾಲೇಜಿನ ನೂತನ ಕಟ್ಟಡ ಕಾಮಗಾರಿಗೆ ಚಾಲನೆ ನೀಡುತ್ತಿರುವುದು ಸಂತಸ ತಂದಿದೆ ಎಂದರು. [6,107,190,179]
continued-text: ಪಿ.ಎಂ ಉಷಾ ಯೋಜನೆಯಡಿ ಚಾಮರಾಜನಗರದ ಸರ್ಕಾರಿ ಪ್ರಥಮ ದರ್ಜೆ ಮಹಿಳಾ ಕಾಲೇಜಿನಲ್ಲಿ ನಾಲ್ಕು ಕೋಟಿ ವೆಚ್ಚದಲ್ಲಿ ನಿರ್ಮಾಣವಾಗಲಿರುವ ನೂತನ ಕಟ್ಟಡ ಕಾಮಗಾರಿಗೆ ಶಂಕುಸ್ಥಾಪನೆ ನೆರವೇರಿತು. [555,107,741,137]
continued-text: ಕಾರ್ಯಕ್ರಮದಲ್ಲಿ ವಿವಿಧ ಕ್ಷೇತ್ರಗಳಲ್ಲಿ ಸಾಧನೆ ಮಾಡಿದ ಗಣ್ಯರಿಗೆ ಪ್ರಶಸ್ತಿ ಪ್ರದಾನ ಮಾಡಲಾಗುವುದು. [6,590,220,610]
continued-text: ಜಯದೇವ್ ಅಭಿಪ್ರಾಯಪಟ್ಟರು. [355,1406,450,1415]
continued-text: ಗೋಡೆಕೆರೆ ಮಹಾ ಸಂಸ್ಥಾನ ಮಠದ ಶ್ರೀ ಮೃತ್ಯುಂಜಯ ದೇಶಿಕೇಂದ್ರ ಸ್ವಾಮೀಜಿ ಬಾಗಿನ ಅರ್ಪಣೆ ಮಾಡಿ ಮಾತನಾಡಿದರು. [555,972,741,1002]
continued-text: 350 ವಿದ್ಯಾರ್ಥಿಗಳಿಗೆ ಲ್ಯಾಪ್ ಟಾಪ್ ವಿತರಿಸಲಾಯಿತು. [596,650,741,669]
continued-text: ಉನ್ನತ ಶಿಕ್ಷಣ ಇಲಾಖೆಯ ಪ್ರಾದೇಶಿಕ ಜಂಟಿ ನಿರ್ದೇಶಕರಾದ ನಾಗೇಂದ್ರ ಪ್ರಸಾದ್ ಅವರು ಶಂಕುಸ್ಥಾಪನೆ ನೆರವೇರಿಸಿದರು. [196,318,414,358]
photo-foundation-ceremony [196,108,548,313]
continued-text: ಆಸಕ್ತರು ನಿಗದಿತ ದಿನಾಂಕದೊಳಗೆ ಜಿಲ್ಲಾ ಅಲ್ಪಸಂಖ್ಯಾತರ ಕಲ್ಯಾಣ ಅಧಿಕಾರಿಗಳ ಕಚೇರಿಗೆ ಅರ್ಜಿ ಸಲ್ಲಿಸಬಹುದು. [185,863,356,882]
continued-text: ವಾರ್ತಾ ಮತ್ತು ಪ್ರಸಾರ ಸಚಿವಾಲಯ, ಕೇಂದ್ರ ಸಂವಹನ ಇಲಾಖೆ, ಮೈಸೂರು, ಕೊಳ್ಳೇಗಾಲ ತಾಲೂಕು ಕಾನೂನು ಸೇವೆಗಳ ಸಮಿತಿ, ವಕೀಲರ ಸಂಘ, ಸಂತ ಫ್ರಾನ್ಸಿಸ್ ಅಸ್ಸಿಸಿ ಪದವಿ ಪೂರ್ವ ಕಾಲೇಜು ಇವರ ಸಂಯುಕ್ತಾಶ್ರಯದಲ್ಲಿ 'ಸಂವಿಧಾನ ದಿನಾಚರಣೆ-2025' ಮತ್ತು 'ವಿಕಸಿತ ಭಾರತ -2047' ಕಾರ್ಯಕ್ರಮ ನಡೆಯಿತು. [690,1408,802,1481]
paragraph [401,738,590,791]
continued-text: www.Sevasindhu.karnataka.gov.in www.kannadasiri.karnataka.gov.in [752,349,882,368]
continued-text: ಸೇವಾ ಕ್ಷೇತ್ರದಲ್ಲಿ ಇದ್ದ ಜಾಗದಲ್ಲಿ ಪರಮಾತ್ಮ ನೆಲೆಸುತ್ತಾನೆ ಎಂದು ಶ್ರೀ ಆದಿಚುಂಚನಗಿರಿ ಮಹಾಸಂಸ್ಥಾನ ಮಠದ ಪೀಠಾಧ್ಯಕ್ಷರಾದ ಡಾ.ನಿರ್ಮಲಾನಂದನಾಥ ಸ್ವಾಮೀಜಿ ಅಭಿಪ್ರಾಯಪಟ್ಟರು. [401,580,590,610]
newspaper-logo [756,4,863,28]
continued-text: ಪಿ.ಎಂ ಉಷಾ ಯೋಜನೆಯಡಿ ಚಾಮರಾಜನಗರದ ಸರ್ಕಾರಿ ಪ್ರಥಮ ದರ್ಜೆ ಮಹಿಳಾ ಕಾಲೇಜಿನಲ್ಲಿ ನಾಲ್ಕು ಕೋಟಿ ವೆಚ್ಚದಲ್ಲಿ ನಿರ್ಮಾಣವಾಗಲಿರುವ ನೂತನ ಕಟ್ಟಡ ಕಾಮಗಾರಿಗೆ ಶಂಕುಸ್ಥಾಪನೆ ನೆರವೇರಿತು. [6,255,190,285]
continued-text: ವಾರ್ತಾ ಮತ್ತು ಪ್ರಸಾರ ಸಚಿವಾಲಯ, ಕೇಂದ್ರ ಸಂವಹನ ಇಲಾಖೆ, ಮೈಸೂರು, ಕೊಳ್ಳೇಗಾಲ ತಾಲೂಕು ಕಾನೂನು ಸೇವೆಗಳ ಸಮಿತಿ, ವಕೀಲರ ಸಂಘ, ಸಂತ ಫ್ರಾನ್ಸಿಸ್ ಅಸ್ಸಿಸಿ ಪದವಿ ಪೂರ್ವ ಕಾಲೇಜು ಇವರ ಸಂಯುಕ್ತಾಶ್ರಯದಲ್ಲಿ 'ಸಂವಿಧಾನ ದಿನಾಚರಣೆ-2025' ಮತ್ತು 'ವಿಕಸಿತ ಭಾರತ -2047' ಕಾರ್ಯಕ್ರಮ ನಡೆಯಿತು. [808,1234,943,1296]
continued-text: ಆಸಕ್ತರು ನಿಗದಿತ ದಿನಾಂಕದೊಳಗೆ ಜಿಲ್ಲಾ ಅಲ್ಪಸಂಖ್ಯಾತರ ಕಲ್ಯಾಣ ಅಧಿಕಾರಿಗಳ ಕಚೇರಿಗೆ ಅರ್ಜಿ ಸಲ್ಲಿಸಬಹುದು. [6,926,178,946]
continued-text: ವಾರ್ತಾ ಮತ್ತು ಪ್ರಸಾರ ಸಚಿವಾಲಯ, ಕೇಂದ್ರ ಸಂವಹನ ಇಲಾಖೆ, ಮೈಸೂರು, ಕೊಳ್ಳೇಗಾಲ ತಾಲೂಕು ಕಾನೂನು ಸೇವೆಗಳ ಸಮಿತಿ, ವಕೀಲರ ಸಂಘ, ಸಂತ ಫ್ರಾನ್ಸಿಸ್ ಅಸ್ಸಿಸಿ ಪದವಿ ಪೂರ್ವ ಕಾಲೇಜು ಇವರ ಸಂಯುಕ್ತಾಶ್ರಯದಲ್ಲಿ 'ಸಂವಿಧಾನ ದಿನಾಚರಣೆ-2025' ಮತ್ತು 'ವಿಕಸಿತ ಭಾರತ -2047' ಕಾರ್ಯಕ್ರಮ ನಡೆಯಿತು. [808,1403,943,1465]
continued-text: ಕಾರ್ಯಕ್ರಮದಲ್ಲಿ ಸಸಿಗಳನ್ನು ನೆಡಲಾಯಿತು. [50,1379,145,1388]
dateline: ಚಾಮರಾಜನಗರ: [16,863,60,871]
continued-text: ಜಯದೇವ್ ಅಭಿಪ್ರಾಯಪಟ್ಟರು. [181,1406,276,1415]
paragraph-text: ಸೇವಾ ಕ್ಷೇತ್ರದಲ್ಲಿ ಇದ್ದ ಜಾಗದಲ್ಲಿ ಪರಮಾತ್ಮ ನೆಲೆಸುತ್ತಾನೆ ಎಂದು ಶ್ರೀ ಆದಿಚುಂಚನಗಿರಿ ಮಹಾಸಂಸ್ಥಾನ ಮಠದ ಪೀಠಾಧ್ಯಕ್ಷರಾದ ಡಾ.ನಿರ್ಮಲಾನಂದನಾಥ ಸ್ವಾಮೀಜಿ ಅಭಿಪ್ರಾಯಪಟ್ಟರು. ವಿದ್ಯಾರ್ಥಿಗಳಿಗೆ ಲ್ಯಾಪ್‌ಟಾಪ್ ವಿತರಣೆ ಕಾರ್ಯಕ್ರಮದಲ್ಲಿ ಮಾತನಾಡಿದ ಅವರು ಶಿಕ್ಷಣವೇ ಸಮಾಜದ ಅಭಿವೃದ್ಧಿಯ ಮೂಲ ಎಂದರು. 350 ವಿದ್ಯಾರ್ಥಿಗಳಿಗೆ ಲ್ಯಾಪ್ ಟಾಪ್ ವಿತರಿಸಲಾಯಿತು. [230,449,396,510]
quote-marker-icon: » [690,1267,700,1278]
dateline: ಚಾಮರಾಜನಗರ: [16,1221,62,1229]
continued-text: ಸೇವಾ ಕ್ಷೇತ್ರದಲ್ಲಿ ಇದ್ದ ಜಾಗದಲ್ಲಿ ಪರಮಾತ್ಮ ನೆಲೆಸುತ್ತಾನೆ ಎಂದು ಶ್ರೀ ಆದಿಚುಂಚನಗಿರಿ ಮಹಾಸಂಸ್ಥಾನ ಮಠದ ಪೀಠಾಧ್ಯಕ್ಷರಾದ ಡಾ.ನಿರ್ಮಲಾನಂದನಾಥ ಸ್ವಾಮೀಜಿ ಅಭಿಪ್ರಾಯಪಟ್ಟರು. [596,597,741,638]
continued-text: 350 ವಿದ್ಯಾರ್ಥಿಗಳಿಗೆ ಲ್ಯಾಪ್ ಟಾಪ್ ವಿತರಿಸಲಾಯಿತು. [230,682,396,701]
continued-text: ಸಂವಿಧಾನವು ಅಂಬೇಡ್ಕರ್ ನಾಗರಿಕರಿಗೆ ಕೊಟ್ಟ ಸಮಾನತೆಯ ಅಸ್ತ್ರ ಎಂದು ಹಿರಿಯ ಸಿವಿಲ್ ನ್ಯಾಯಾಧೀಶರಾದ ಟಿ.ಸಿ. [808,1297,943,1327]
continued-text: ಆಸಕ್ತರು ನಿಗದಿತ ದಿನಾಂಕದೊಳಗೆ ಜಿಲ್ಲಾ ಅಲ್ಪಸಂಖ್ಯಾತರ ಕಲ್ಯಾಣ ಅಧಿಕಾರಿಗಳ ಕಚೇರಿಗೆ ಅರ್ಜಿ ಸಲ್ಲಿಸಬಹುದು. [185,1043,356,1062]
continued-text: ವಿದ್ಯಾರ್ಥಿಗಳಿಗೆ ಲ್ಯಾಪ್‌ಟಾಪ್ ವಿತರಣೆ ಕಾರ್ಯಕ್ರಮದಲ್ಲಿ ಮಾತನಾಡಿದ ಅವರು ಶಿಕ್ಷಣವೇ ಸಮಾಜದ ಅಭಿವೃದ್ಧಿಯ ಮೂಲ ಎಂದರು. [596,480,741,510]
paragraph [555,254,741,328]
continued-text: ಅಭ್ಯಾಸಿ ಟ್ರಸ್ಟ್ ಸಂಸ್ಥೆಯಿಂದ ನ.30 ರಂದು ನಗರದಲ್ಲಿ ಅಭ್ಯಾಸಿ ಕನ್ನಡ ಹಬ್ಬ ಮತ್ತು ಅಭ್ಯಾಸಿ ಶ್ರೇಷ್ಠ ಕನ್ನಡಿಗ ಪ್ರಶಸ್ತಿ ಪ್ರದಾನ ಸಮಾರಂಭವನ್ನು ಆಯೋಜಿಸಲಾಗಿದೆ ಎಂದು ಟ್ರಸ್ಟ್ ಅಧ್ಯಕ್ಷರು ತಿಳಿಸಿದ್ದಾರೆ. [6,569,220,599]
continued-text: 350 ವಿದ್ಯಾರ್ಥಿಗಳಿಗೆ ಲ್ಯಾಪ್ ಟಾಪ್ ವಿತರಿಸಲಾಯಿತು. [401,770,590,790]
divider [224,370,225,806]
continued-text: ವಿದ್ಯಾರ್ಥಿಗಳಿಗೆ ಲ್ಯಾಪ್‌ಟಾಪ್ ವಿತರಣೆ ಕಾರ್ಯಕ್ರಮದಲ್ಲಿ ಮಾತನಾಡಿದ ಅವರು ಶಿಕ್ಷಣವೇ ಸಮಾಜದ ಅಭಿವೃದ್ಧಿಯ ಮೂಲ ಎಂದರು. [230,533,396,563]
paragraph [6,727,220,791]
paragraph [752,487,939,582]
continued-text: ಜಯದೇವ್ ಅಭಿಪ್ರಾಯಪಟ್ಟರು. [6,1284,176,1304]
headline-lake-bagina: ಬೋರಣ್ಣನ ಕಟ್ಟೆ ಕೆರೆಗೆ ಬಾಗಿನ ಅರ್ಪಣೆ [419,814,683,838]
continued-text: ವಾರ್ತಾ ಮತ್ತು ಪ್ರಸಾರ ಸಚಿವಾಲಯ, ಕೇಂದ್ರ ಸಂವಹನ ಇಲಾಖೆ, ಮೈಸೂರು, ಕೊಳ್ಳೇಗಾಲ ತಾಲೂಕು ಕಾನೂನು ಸೇವೆಗಳ ಸಮಿತಿ, ವಕೀಲರ ಸಂಘ, ಸಂತ ಫ್ರಾನ್ಸಿಸ್ ಅಸ್ಸಿಸಿ ಪದವಿ ಪೂರ್ವ ಕಾಲೇಜು ಇವರ ಸಂಯುಕ್ತಾಶ್ರಯದಲ್ಲಿ 'ಸಂವಿಧಾನ ದಿನಾಚರಣೆ-2025' ಮತ್ತು 'ವಿಕಸಿತ ಭಾರತ -2047' ಕಾರ್ಯಕ್ರಮ ನಡೆಯಿತು. [540,1403,685,1465]
issue-date: 30.11.2025 [807,41,859,51]
sidebar-body [746,680,945,929]
issue-day: ಭಾನುವಾರ [819,30,847,39]
paragraph [185,1063,356,1105]
continued-text: ಕಾರ್ಯಕ್ರಮದಲ್ಲಿ ಸಸಿಗಳನ್ನು ನೆಡಲಾಯಿತು. [181,1459,347,1479]
paragraph [362,1078,550,1120]
continued-text: ಶ್ರೀಕಾಂತ್ ಅವರು ತಿಳಿಸಿದ್ದಾರೆ. [823,1403,893,1412]
continued-text: ಆಸಕ್ತರು ನಿಗದಿತ ದಿನಾಂಕದೊಳಗೆ ಜಿಲ್ಲಾ ಅಲ್ಪಸಂಖ್ಯಾತರ ಕಲ್ಯಾಣ ಅಧಿಕಾರಿಗಳ ಕಚೇರಿಗೆ ಅರ್ಜಿ ಸಲ್ಲಿಸಬಹುದು. [185,905,356,924]
continued-text: ಕಾರ್ಯಕ್ರಮದಲ್ಲಿ ವಿವಿಧ ಕ್ಷೇತ್ರಗಳಲ್ಲಿ ಸಾಧನೆ ಮಾಡಿದ ಗಣ್ಯರಿಗೆ ಪ್ರಶಸ್ತಿ ಪ್ರದಾನ ಮಾಡಲಾಗುವುದು. [6,558,220,578]
paragraph [690,1376,802,1482]
paragraph-text: ನಗರದ ಸರ್ಕಾರಿ ಪ್ರಥಮ ದರ್ಜೆ ಕಾಲೇಜಿನಲ್ಲಿ ಸಂವಿಧಾನ ದಿನಾಚರಣೆಯನ್ನು ಅರ್ಥಪೂರ್ಣವಾಗಿ ಆಚರಿಸಲಾಯಿತು. ಕಾರ್ಯಕ್ರಮದಲ್ಲಿ ಸಂವಿಧಾನದ ಪೀಠಿಕೆಯನ್ನು ವಾಚಿಸಲಾಯಿತು ಹಾಗೂ ವಿದ್ಯಾರ್ಥಿಗಳಿಗೆ ಸಂವಿಧಾನದ ಮಹತ್ವ ಕುರಿತು ಉಪನ್ಯಾಸ ನೀಡಲಾಯಿತು. [752,680,939,721]
paragraph [752,348,939,369]
paragraph [752,828,939,881]
article-body-continued [401,579,590,804]
continued-text: ನಗರದ ಸರ್ಕಾರಿ ಪ್ರಥಮ ದರ್ಜೆ ಕಾಲೇಜಿನಲ್ಲಿ ಸಂವಿಧಾನ ದಿನಾಚರಣೆಯನ್ನು ಅರ್ಥಪೂರ್ಣವಾಗಿ ಆಚರಿಸಲಾಯಿತು. [752,754,939,774]
article-body [6,862,356,1128]
continued-text: ಗೋಡೆಕೆರೆ ಮಹಾ ಸಂಸ್ಥಾನ ಮಠದ ಶ್ರೀ ಮೃತ್ಯುಂಜಯ ದೇಶಿಕೇಂದ್ರ ಸ್ವಾಮೀಜಿ ಬಾಗಿನ ಅರ್ಪಣೆ ಮಾಡಿ ಮಾತನಾಡಿದರು. [555,1089,741,1108]
paragraph [596,522,741,596]
continued-text: 350 ವಿದ್ಯಾರ್ಥಿಗಳಿಗೆ ಲ್ಯಾಪ್ ಟಾಪ್ ವಿತರಿಸಲಾಯಿತು. [401,664,590,684]
article-body-continued [596,448,741,804]
continued-text: ತಾಲ್ಲೂಕಿನ ಬಳಗೆರೆ ಗ್ರಾಮ ಪಂಚಾಯಿತಿ ವ್ಯಾಪ್ತಿಯ ಗ್ರಾಮದ ಬೋರಣ್ಣನ ಕಟ್ಟೆ ಕೆರೆಯನ್ನು ನಮ್ಮ ಊರು ನಮ್ಮ ಕೆರೆ ಯೋಜನೆ ಅಡಿಯಲ್ಲಿ ಶ್ರೀ ಕ್ಷೇತ್ರ ಧರ್ಮಸ್ಥಳ ಗ್ರಾಮಾಭಿವೃದ್ಧಿ ಯೋಜನೆ ಪುನಶ್ಚೇತನಗೊಳಿಸಿದ್ದು ನಾಮಫಲಕ ಅನಾವರಣ ಹಾಗೂ ಬಾಗಿನ ಅರ್ಪಿಸಿ ಗ್ರಾಮ ಪಂಚಾಯಿತಿಗೆ ಹಸ್ತಾಂತರ ಮಾಡಲಾಯಿತು. [555,993,741,1034]
paragraph [230,512,396,576]
paragraph [596,448,741,522]
headline-constitution-line2: ನಾಗರಿಕರಿಗೆ ಕೊಟ್ಟ ಸಮಾನತೆಯ ಅಸ್ತ್ರ [606,1175,877,1201]
divider [4,1133,945,1134]
continued-text: ವಿದ್ಯಾರ್ಥಿಗಳಿಗೆ ಲ್ಯಾಪ್‌ಟಾಪ್ ವಿತರಣೆ ಕಾರ್ಯಕ್ರಮದಲ್ಲಿ ಮಾತನಾಡಿದ ಅವರು ಶಿಕ್ಷಣವೇ ಸಮಾಜದ ಅಭಿವೃದ್ಧಿಯ ಮೂಲ ಎಂದರು. [596,629,741,659]
continued-text: ಕಾರ್ಯಕ್ರಮದಲ್ಲಿ ಸಂವಿಧಾನದ ಪೀಠಿಕೆಯನ್ನು ವಾಚಿಸಲಾಯಿತು ಹಾಗೂ ವಿದ್ಯಾರ್ಥಿಗಳಿಗೆ ಸಂವಿಧಾನದ ಮಹತ್ವ ಕುರಿತು ಉಪನ್ಯಾಸ ನೀಡಲಾಯಿತು. [752,839,939,869]
paragraph [181,1374,347,1427]
sidebar-body [746,434,945,621]
continued-text: 350 ವಿದ್ಯಾರ್ಥಿಗಳಿಗೆ ಲ್ಯಾಪ್ ಟಾಪ್ ವಿತರಿಸಲಾಯಿತು. [230,554,396,574]
dateline: ಚಾಮರಾಜನಗರ: [16,453,58,461]
continued-text: ಉನ್ನತ ಶಿಕ್ಷಣ ಇಲಾಖೆಯ ಪ್ರಾದೇಶಿಕ ಜಂಟಿ ನಿರ್ದೇಶಕರಾದ ನಾಗೇಂದ್ರ ಪ್ರಸಾದ್ ಅವರು ಶಂಕುಸ್ಥಾಪನೆ ನೆರವೇರಿಸಿದರು. [6,276,190,296]
article-body-continued [808,1212,943,1488]
continued-text: ಅಲ್ಪಸಂಖ್ಯಾತರ ನಿರ್ದೇಶನಾಲಯದ ಕಾರ್ಯಕ್ರಮದಡಿ ಸರಳ ವಿವಾಹ ಏರ್ಪಡಿಸುವ ಆಯೋಜಕರಿಗೆ ಪ್ರೋತ್ಸಾಹಧನ ನೀಡಲು ಅರ್ಹ ಸಂಸ್ಥೆಗಳಿಂದ ಅರ್ಜಿ ಆಹ್ವಾನಿಸಲಾಗಿದೆ. [6,905,177,935]
masthead [748,0,945,57]
continued-text: ಆಸಕ್ತರು ನಗರಸಭೆ ಕಚೇರಿಯನ್ನು ಸಂಪರ್ಕಿಸಬಹುದು. [752,1098,939,1117]
continued-text: ಸರ್ಕಾರದಿಂದ ಬಿಡುಗಡೆಯಾಗುವ ಅನುದಾನದಲ್ಲಿ ಬಳಕೆಯಾಗದೆ ವಾಪಸ್ಸಾಗುವ ಹಣದಲ್ಲಿ ಗಿಡ ಮರಗಳನ್ನು ಬೆಳೆಸಿದರೆ ಪರಿಸರ ಸಂರಕ್ಷಣೆಗೆ ಸಹಕಾರಿಯಾಗಲಿದೆ ಎಂದು ದೀನಬಂಧು ಸಂಸ್ಥೆಯ ಪ್ರೊ.ಜಿ.ಎಸ್. [181,1427,347,1458]
paragraph [185,1000,356,1064]
continued-text: ಕಾರ್ಯಕ್ರಮದಲ್ಲಿ ಸಸಿಗಳನ್ನು ನೆಡಲಾಯಿತು. [355,1459,521,1479]
continued-text: ಅಲ್ಪಸಂಖ್ಯಾತರ ನಿರ್ದೇಶನಾಲಯದ ಕಾರ್ಯಕ್ರಮದಡಿ ಸರಳ ವಿವಾಹ ಏರ್ಪಡಿಸುವ ಆಯೋಜಕರಿಗೆ ಪ್ರೋತ್ಸಾಹಧನ ನೀಡಲು ಅರ್ಹ ಸಂಸ್ಥೆಗಳಿಂದ ಅರ್ಜಿ ಆಹ್ವಾನಿಸಲಾಗಿದೆ. [185,1011,356,1052]
article-body [230,448,396,804]
continued-text: ಅಭ್ಯಾಸಿ ಟ್ರಸ್ಟ್ ಸಂಸ್ಥೆಯಿಂದ ನ.30 ರಂದು ನಗರದಲ್ಲಿ ಅಭ್ಯಾಸಿ ಕನ್ನಡ ಹಬ್ಬ ಮತ್ತು ಅಭ್ಯಾಸಿ ಶ್ರೇಷ್ಠ ಕನ್ನಡಿಗ ಪ್ರಶಸ್ತಿ ಪ್ರದಾನ ಸಮಾರಂಭವನ್ನು ಆಯೋಜಿಸಲಾಗಿದೆ ಎಂದು ಟ್ರಸ್ಟ್ ಅಧ್ಯಕ್ಷರು ತಿಳಿಸಿದ್ದಾರೆ. [6,495,220,525]
headline-marriage-incentive: ಅಲ್ಪಸಂಖ್ಯಾತರ ಸಮುದಾಯದ ಸರಳ ವಿವಾಹ ಪ್ರೋತ್ಸಾಹಧನಕ್ಕಾಗಿ ಆಯೋಜಕರಿಂದ ಅರ್ಜಿ ಆಹ್ವಾನ [34,813,328,857]
continued-text: ಸೇವಾ ಕ್ಷೇತ್ರದಲ್ಲಿ ಇದ್ದ ಜಾಗದಲ್ಲಿ ಪರಮಾತ್ಮ ನೆಲೆಸುತ್ತಾನೆ ಎಂದು ಶ್ರೀ ಆದಿಚುಂಚನಗಿರಿ ಮಹಾಸಂಸ್ಥಾನ ಮಠದ ಪೀಠಾಧ್ಯಕ್ಷರಾದ ಡಾ.ನಿರ್ಮಲಾನಂದನಾಥ ಸ್ವಾಮೀಜಿ ಅಭಿಪ್ರಾಯಪಟ್ಟರು. [230,576,396,606]
continued-text: ಅಭ್ಯಾಸಿ ಟ್ರಸ್ಟ್ ಸಂಸ್ಥೆಯಿಂದ ನ.30 ರಂದು ನಗರದಲ್ಲಿ ಅಭ್ಯಾಸಿ ಕನ್ನಡ ಹಬ್ಬ ಮತ್ತು ಅಭ್ಯಾಸಿ ಶ್ರೇಷ್ಠ ಕನ್ನಡಿಗ ಪ್ರಶಸ್ತಿ ಪ್ರದಾನ ಸಮಾರಂಭವನ್ನು ಆಯೋಜಿಸಲಾಗಿದೆ ಎಂದು ಟ್ರಸ್ಟ್ ಅಧ್ಯಕ್ಷರು ತಿಳಿಸಿದ್ದಾರೆ. [6,527,220,557]
paragraph [808,1297,943,1382]
sun-palm-icon: ☀ [789,4,808,28]
continued-text: ಜಯದೇವ್ ಅಭಿಪ್ರಾಯಪಟ್ಟರು. [6,1454,176,1473]
paragraph [230,575,396,639]
continued-text: ಸೇವಾ ಕ್ಷೇತ್ರದಲ್ಲಿ ಇದ್ದ ಜಾಗದಲ್ಲಿ ಪರಮಾತ್ಮ ನೆಲೆಸುತ್ತಾನೆ ಎಂದು ಶ್ರೀ ಆದಿಚುಂಚನಗಿರಿ ಮಹಾಸಂಸ್ಥಾನ ಮಠದ ಪೀಠಾಧ್ಯಕ್ಷರಾದ ಡಾ.ನಿರ್ಮಲಾನಂದನಾಥ ಸ್ವಾಮೀಜಿ ಅಭಿಪ್ರಾಯಪಟ್ಟರು. [596,745,741,786]
continued-text: ಅಭ್ಯಾಸಿ ಟ್ರಸ್ಟ್ ಸಂಸ್ಥೆಯಿಂದ ನ.30 ರಂದು ನಗರದಲ್ಲಿ ಅಭ್ಯಾಸಿ ಕನ್ನಡ ಹಬ್ಬ ಮತ್ತು ಅಭ್ಯಾಸಿ ಶ್ರೇಷ್ಠ ಕನ್ನಡಿಗ ಪ್ರಶಸ್ತಿ ಪ್ರದಾನ ಸಮಾರಂಭವನ್ನು ಆಯೋಜಿಸಲಾಗಿದೆ ಎಂದು ಟ್ರಸ್ಟ್ ಅಧ್ಯಕ್ಷರು ತಿಳಿಸಿದ್ದಾರೆ. [6,760,220,790]
continued-text: www.Sevasindhu.karnataka.gov.in www.kannadasiri.karnataka.gov.in [752,254,885,273]
photo-tree-planting [181,1222,521,1370]
paragraph [185,926,356,1000]
paragraph [401,579,590,632]
continued-text: ಗೋಡೆಕೆರೆ ಮಹಾ ಸಂಸ್ಥಾನ ಮಠದ ಶ್ರೀ ಮೃತ್ಯುಂಜಯ ದೇಶಿಕೇಂದ್ರ ಸ್ವಾಮೀಜಿ ಬಾಗಿನ ಅರ್ಪಣೆ ಮಾಡಿ ಮಾತನಾಡಿದರು. [362,941,550,971]
paragraph [6,1347,176,1389]
continued-text: ಕಾರ್ಮಿಕ ಇಲಾಖೆಯ ಜಿಲ್ಲಾ ಬಾಲಕಾರ್ಮಿಕ ಯೋಜನೆ ಸೊಸೈಟಿ ವತಿಯಿಂದ ಪರಿಶಿಷ್ಟಜಾತಿ ಉಪಯೋಜನೆ (ಎಸ್.ಸಿ.ಪಿ) ಮತ್ತು ಬುಡಕಟ್ಟು ಉಪಯೋಜನೆಯಡಿ (ಟಿ.ಎಸ್.ಪಿ) ಬಾಲ್ಯ ಮತ್ತು ಕಿಶೋರ ಕಾರ್ಮಿಕರ ಪದ್ಧತಿ ವಿರುದ್ಧ ಜಾಗೃತಿ ಮೂಡಿಸುವ ಸಲುವಾಗಿ ಜಿಲ್ಲಾದ್ಯಂತ ಆಯ್ದ ಸ್ಥಳಗಳಲ್ಲಿ ಬೀದಿನಾಟಕ ಪ್ರದರ್ಶಿಸಲು ಅರ್ಹ ಸಂಸ್ಥೆಗಳಿಂದ ದರಪಟ್ಟಿ ಆಹ್ವಾನಿಸಲಾಗಿದೆ. [752,487,939,538]
paragraph [230,702,396,766]
continued-text: ಕಾರ್ಯಕ್ರಮದಲ್ಲಿ ಸಂವಿಧಾನದ ಪೀಠಿಕೆಯನ್ನು ವಾಚಿಸಲಾಯಿತು ಹಾಗೂ ವಿದ್ಯಾರ್ಥಿಗಳಿಗೆ ಸಂವಿಧಾನದ ಮಹತ್ವ ಕುರಿತು ಉಪನ್ಯಾಸ ನೀಡಲಾಯಿತು. [752,807,939,827]
paragraph [690,1212,802,1254]
continued-text: 350 ವಿದ್ಯಾರ್ಥಿಗಳಿಗೆ ಲ್ಯಾಪ್ ಟಾಪ್ ವಿತರಿಸಲಾಯಿತು. [596,501,741,521]
continued-text: ಸರ್ಕಾರದಿಂದ ಬಿಡುಗಡೆಯಾಗುವ ಅನುದಾನದಲ್ಲಿ ಬಳಕೆಯಾಗದೆ ವಾಪಸ್ಸಾಗುವ ಹಣದಲ್ಲಿ ಗಿಡ ಮರಗಳನ್ನು ಬೆಳೆಸಿದರೆ ಪರಿಸರ ಸಂರಕ್ಷಣೆಗೆ ಸಹಕಾರಿಯಾಗಲಿದೆ ಎಂದು ದೀನಬಂಧು ಸಂಸ್ಥೆಯ ಪ್ರೊ.ಜಿ.ಎಸ್. [6,1390,176,1420]
continued-text: ಜಯದೇವ್ ಅಭಿಪ್ರಾಯಪಟ್ಟರು. [355,1459,450,1468]
paragraph [6,558,220,611]
paragraph [230,448,396,512]
